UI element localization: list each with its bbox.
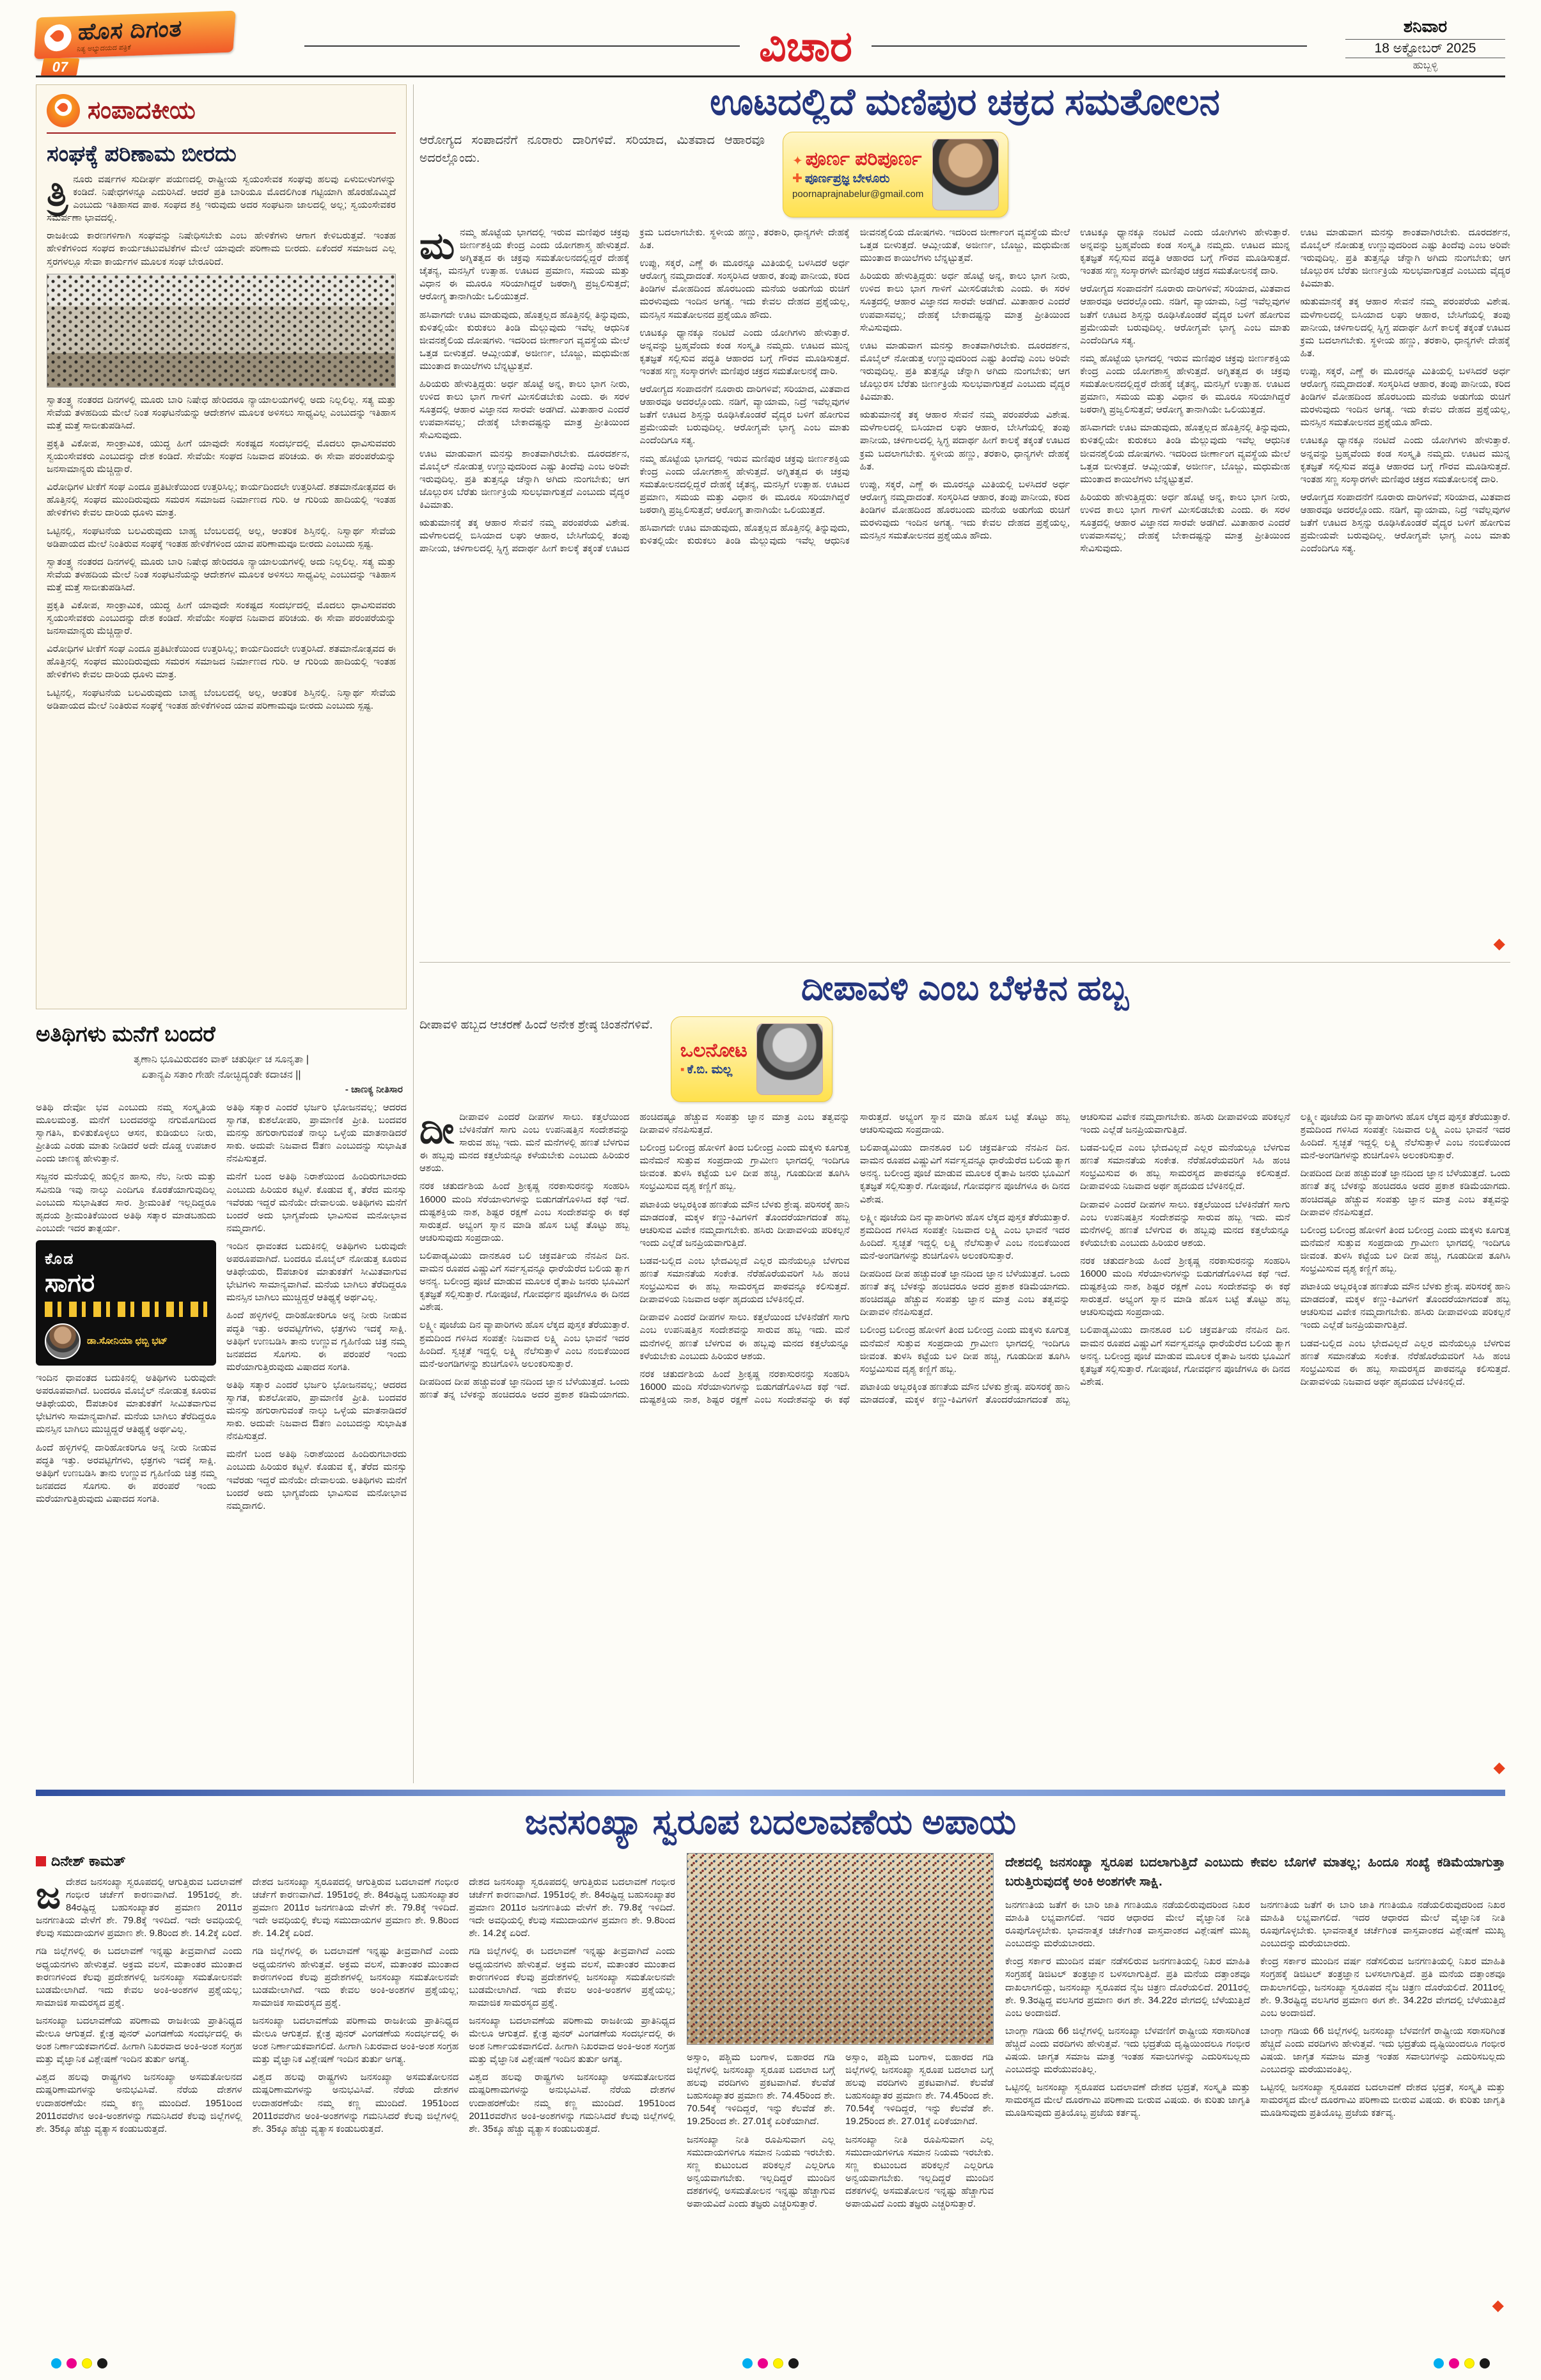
body-paragraph: ಉಪ್ಪು, ಸಕ್ಕರೆ, ಎಣ್ಣೆ ಈ ಮೂರನ್ನೂ ಮಿತಿಯಲ್ಲಿ ಬಳಸಿದರೆ ಅರ್ಧ ಆರೋಗ್ಯ ನಮ್ಮದಾದಂತೆ. ಸಂಸ್ಕರಿಸಿದ ಆಹಾರ, ತಂಪು ಪಾನೀಯ, ಕರಿದ ತಿಂಡಿಗಳ ಮೋಹದಿಂದ ಹೊರಬಂದು ಮನೆಯ ಅಡುಗೆಯ ರುಚಿಗೆ ಮರಳುವುದು ಇಂದಿನ ಅಗತ್ಯ. ಇದು ಕೇವಲ ದೇಹದ ಪ್ರಶ್ನೆಯಲ್ಲ, ಮನಸ್ಸಿನ ಸಮತೋಲನದ ಪ್ರಶ್ನೆಯೂ ಹೌದು. (859, 478, 1070, 542)
body-paragraph: ಅತಿಥಿ ದೇವೋ ಭವ ಎಂಬುದು ನಮ್ಮ ಸಂಸ್ಕೃತಿಯ ಮೂಲಮಂತ್ರ. ಮನೆಗೆ ಬಂದವರನ್ನು ನಗುಮೊಗದಿಂದ ಸ್ವಾಗತಿಸಿ, ಕುಳಿತುಕೊಳ್ಳಲು ಆಸನ, ಕುಡಿಯಲು ನೀರು, ಪ್ರೀತಿಯ ಎರಡು ಮಾತು ನೀಡಿದರೆ ಅದೇ ದೊಡ್ಡ ಉಪಚಾರ ಎಂದು ಚಾಣಕ್ಯ ಹೇಳುತ್ತಾನೆ. (36, 1102, 216, 1165)
guests-body (36, 1101, 407, 1514)
body-paragraph: ಬಲಿಪಾಡ್ಯಮಿಯು ದಾನಶೂರ ಬಲಿ ಚಕ್ರವರ್ತಿಯ ನೆನಪಿನ ದಿನ. ವಾಮನ ರೂಪದ ವಿಷ್ಣುವಿಗೆ ಸರ್ವಸ್ವವನ್ನೂ ಧಾರೆಯೆರೆದ ಬಲಿಯ ತ್ಯಾಗ ಅನನ್ಯ. ಬಲೀಂದ್ರ ಪೂಜೆ ಮಾಡುವ ಮೂಲಕ ರೈತಾಪಿ ಜನರು ಭೂಮಿಗೆ ಕೃತಜ್ಞತೆ ಸಲ್ಲಿಸುತ್ತಾರೆ. ಗೋಪೂಜೆ, ಗೋವರ್ಧನ ಪೂಜೆಗಳೂ ಈ ದಿನದ ವಿಶೇಷ. (1080, 1325, 1290, 1387)
body-paragraph: ಊಟಕ್ಕೂ ಧ್ಯಾನಕ್ಕೂ ನಂಟಿದೆ ಎಂದು ಯೋಗಿಗಳು ಹೇಳುತ್ತಾರೆ. ಅನ್ನವನ್ನು ಬ್ರಹ್ಮವೆಂದು ಕಂಡ ಸಂಸ್ಕೃತಿ ನಮ್ಮದು. ಊಟದ ಮುನ್ನ ಕೃತಜ್ಞತೆ ಸಲ್ಲಿಸುವ ಪದ್ಧತಿ ಆಹಾರದ ಬಗ್ಗೆ ಗೌರವ ಮೂಡಿಸುತ್ತದೆ. ಇಂತಹ ಸಣ್ಣ ಸಂಸ್ಕಾರಗಳೇ ಮಣಿಪುರ ಚಕ್ರದ ಸಮತೋಲನಕ್ಕೆ ದಾರಿ. (1300, 435, 1510, 485)
paper-name: ಹೊಸ ದಿಗಂತ (77, 15, 184, 45)
article-end-mark: ◆ (1492, 2297, 1504, 2314)
columnist-name: ಡಾ.ಸೋನಿಯಾ ಛಬ್ಬಿ ಭಟ್ (87, 1336, 168, 1347)
byline-row (36, 1853, 675, 1870)
body-paragraph: ಅತಿಥಿ ಸತ್ಕಾರ ಎಂದರೆ ಭರ್ಜರಿ ಭೋಜನವಲ್ಲ; ಆದರದ ಸ್ವಾಗತ, ಕುಶಲೋಪರಿ, ಪ್ರಾಮಾಣಿಕ ಪ್ರೀತಿ. ಬಂದವರ ಮನಸ್ಸು ಹಗುರಾಗುವಂತೆ ನಾಲ್ಕು ಒಳ್ಳೆಯ ಮಾತನಾಡಿದರೆ ಸಾಕು. ಅದುವೇ ನಿಜವಾದ ಔತಣ ಎಂಬುದನ್ನು ಸುಭಾಷಿತ ನೆನಪಿಸುತ್ತದೆ. (226, 1379, 407, 1442)
dateline-day: ಶನಿವಾರ (1403, 17, 1448, 36)
body-paragraph: ಲಕ್ಷ್ಮೀ ಪೂಜೆಯ ದಿನ ವ್ಯಾಪಾರಿಗಳು ಹೊಸ ಲೆಕ್ಕದ ಪುಸ್ತಕ ತೆರೆಯುತ್ತಾರೆ. ಶ್ರಮದಿಂದ ಗಳಿಸಿದ ಸಂಪತ್ತೇ ನಿಜವಾದ ಲಕ್ಷ್ಮಿ ಎಂಬ ಭಾವನೆ ಇದರ ಹಿಂದಿದೆ. ಸ್ವಚ್ಛತೆ ಇದ್ದಲ್ಲಿ ಲಕ್ಷ್ಮಿ ನೆಲೆಸುತ್ತಾಳೆ ಎಂಬ ನಂಬಿಕೆಯಿಂದ ಮನೆ-ಅಂಗಡಿಗಳನ್ನು ಶುಚಿಗೊಳಿಸಿ ಅಲಂಕರಿಸುತ್ತಾರೆ. (859, 1211, 1070, 1261)
deepavali-paragraphs (419, 1111, 1510, 1407)
body-paragraph: ಆರೋಗ್ಯದ ಸಂಪಾದನೆಗೆ ನೂರಾರು ದಾರಿಗಳಿವೆ; ಸರಿಯಾದ, ಮಿತವಾದ ಆಹಾರವೂ ಅದರಲ್ಲೊಂದು. ನಡಿಗೆ, ವ್ಯಾಯಾಮ, ನಿದ್ರೆ ಇವೆಲ್ಲವುಗಳ ಜತೆಗೆ ಊಟದ ಶಿಸ್ತನ್ನು ರೂಢಿಸಿಕೊಂಡರೆ ವೈದ್ಯರ ಬಳಿಗೆ ಹೋಗುವ ಪ್ರಮೇಯವೇ ಬರುವುದಿಲ್ಲ. ಆರೋಗ್ಯವೇ ಭಾಗ್ಯ ಎಂಬ ಮಾತು ಎಂದೆಂದಿಗೂ ಸತ್ಯ. (639, 384, 850, 446)
body-paragraph: ಪಟಾಕಿಯ ಅಬ್ಬರಕ್ಕಿಂತ ಹಣತೆಯ ಮೌನ ಬೆಳಕು ಶ್ರೇಷ್ಠ. ಪರಿಸರಕ್ಕೆ ಹಾನಿ ಮಾಡದಂತೆ, ಮಕ್ಕಳ ಕಣ್ಣು-ಕಿವಿಗಳಿಗೆ ತೊಂದರೆಯಾಗದಂತೆ ಹಬ್ಬ ಆಚರಿಸುವ ವಿವೇಕ ನಮ್ಮದಾಗಬೇಕು. ಹಸಿರು ದೀಪಾವಳಿಯ ಪರಿಕಲ್ಪನೆ ಇಂದು ಎಲ್ಲೆಡೆ ಜನಪ್ರಿಯವಾಗುತ್ತಿದೆ. (1300, 1281, 1510, 1331)
deepavali-headline: ದೀಪಾವಳಿ ಎಂಬ ಬೆಳಕಿನ ಹಬ್ಬ (801, 969, 1129, 1007)
body-paragraph: ಮನೆಗೆ ಬಂದ ಅತಿಥಿ ನಿರಾಶೆಯಿಂದ ಹಿಂದಿರುಗಬಾರದು ಎಂಬುದು ಹಿರಿಯರ ಕಟ್ಟಳೆ. ಕೊಡುವ ಕೈ, ತೆರೆದ ಮನಸ್ಸು ಇವೆರಡು ಇದ್ದರೆ ಮನೆಯೇ ದೇವಾಲಯ. ಅತಿಥಿಗಳು ಮನೆಗೆ ಬಂದರೆ ಅದು ಭಾಗ್ಯವೆಂದು ಭಾವಿಸುವ ಮನೋಭಾವ ನಮ್ಮದಾಗಲಿ. (226, 1449, 407, 1511)
body-paragraph: ಅಸ್ಸಾಂ, ಪಶ್ಚಿಮ ಬಂಗಾಳ, ಬಿಹಾರದ ಗಡಿ ಜಿಲ್ಲೆಗಳಲ್ಲಿ ಜನಸಂಖ್ಯಾ ಸ್ವರೂಪ ಬದಲಾದ ಬಗ್ಗೆ ಹಲವು ವರದಿಗಳು ಪ್ರಕಟವಾಗಿವೆ. ಕೆಲವೆಡೆ ಬಹುಸಂಖ್ಯಾತರ ಪ್ರಮಾಣ ಶೇ. 74.45ರಿಂದ ಶೇ. 70.54ಕ್ಕೆ ಇಳಿದಿದ್ದರೆ, ಇನ್ನು ಕೆಲವೆಡೆ ಶೇ. 19.25ರಿಂದ ಶೇ. 27.01ಕ್ಕೆ ಏರಿಕೆಯಾಗಿದೆ. (687, 2052, 835, 2127)
editorial-intro-list (47, 173, 396, 269)
main-article-body (419, 226, 1510, 930)
body-paragraph: ಬಡವ-ಬಲ್ಲಿದ ಎಂಬ ಭೇದವಿಲ್ಲದೆ ಎಲ್ಲರ ಮನೆಯಲ್ಲೂ ಬೆಳಗುವ ಹಣತೆ ಸಮಾನತೆಯ ಸಂಕೇತ. ನೆರೆಹೊರೆಯವರಿಗೆ ಸಿಹಿ ಹಂಚಿ ಸಂಭ್ರಮಿಸುವ ಈ ಹಬ್ಬ ಸಾಮರಸ್ಯದ ಪಾಠವನ್ನೂ ಕಲಿಸುತ್ತದೆ. ದೀಪಾವಳಿಯ ನಿಜವಾದ ಅರ್ಥ ಹೃದಯದ ಬೆಳಕಿನಲ್ಲಿದೆ. (1300, 1337, 1510, 1387)
print-mark-yellow (82, 2358, 92, 2368)
body-paragraph: ದೀಪಾವಳಿ ಎಂದರೆ ದೀಪಗಳ ಸಾಲು. ಕತ್ತಲೆಯಿಂದ ಬೆಳಕಿನೆಡೆಗೆ ಸಾಗು ಎಂಬ ಉಪನಿಷತ್ತಿನ ಸಂದೇಶವನ್ನು ಸಾರುವ ಹಬ್ಬ ಇದು. ಮನೆ ಮನೆಗಳಲ್ಲಿ ಹಣತೆ ಬೆಳಗುವ ಈ ಹಬ್ಬವು ಮನದ ಕತ್ತಲೆಯನ್ನೂ ಕಳೆಯಬೇಕು ಎಂಬುದು ಹಿರಿಯರ ಆಶಯ. (639, 1312, 850, 1362)
population-photo-block (687, 1853, 994, 2316)
column-brand-box (36, 1240, 216, 1366)
body-paragraph: ದೀಪದಿಂದ ದೀಪ ಹಚ್ಚುವಂತೆ ಜ್ಞಾನದಿಂದ ಜ್ಞಾನ ಬೆಳೆಯುತ್ತದೆ. ಒಂದು ಹಣತೆ ತನ್ನ ಬೆಳಕನ್ನು ಹಂಚಿದರೂ ಅದರ ಪ್ರಕಾಶ ಕಡಿಮೆಯಾಗದು. ಹಂಚಿದಷ್ಟೂ ಹೆಚ್ಚುವ ಸಂಪತ್ತು ಜ್ಞಾನ ಮಾತ್ರ ಎಂಬ ತತ್ವವನ್ನು ದೀಪಾವಳಿ ನೆನಪಿಸುತ್ತದೆ. (419, 1112, 850, 1400)
star-icon: ✦ (792, 154, 803, 168)
body-paragraph: ದೀಪಾವಳಿ ಎಂದರೆ ದೀಪಗಳ ಸಾಲು. ಕತ್ತಲೆಯಿಂದ ಬೆಳಕಿನೆಡೆಗೆ ಸಾಗು ಎಂಬ ಉಪನಿಷತ್ತಿನ ಸಂದೇಶವನ್ನು ಸಾರುವ ಹಬ್ಬ ಇದು. ಮನೆ ಮನೆಗಳಲ್ಲಿ ಹಣತೆ ಬೆಳಗುವ ಈ ಹಬ್ಬವು ಮನದ ಕತ್ತಲೆಯನ್ನೂ ಕಳೆಯಬೇಕು ಎಂಬುದು ಹಿರಿಯರ ಆಶಯ. (419, 1112, 630, 1174)
body-paragraph: ಬಾಂಗ್ಲಾ ಗಡಿಯ 66 ಜಿಲ್ಲೆಗಳಲ್ಲಿ ಜನಸಂಖ್ಯಾ ಬೆಳವಣಿಗೆ ರಾಷ್ಟ್ರೀಯ ಸರಾಸರಿಗಿಂತ ಹೆಚ್ಚಿದೆ ಎಂದು ವರದಿಗಳು ಹೇಳುತ್ತವೆ. ಇದು ಭದ್ರತೆಯ ದೃಷ್ಟಿಯಿಂದಲೂ ಗಂಭೀರ ವಿಷಯ. ಜಾಗೃತ ಸಮಾಜ ಮಾತ್ರ ಇಂತಹ ಸವಾಲುಗಳನ್ನು ಎದುರಿಸಬಲ್ಲದು ಎಂಬುದನ್ನು ಮರೆಯುವಂತಿಲ್ಲ. (1005, 2025, 1250, 2076)
main-author-name-label: ಪೂರ್ಣಪ್ರಜ್ಞ ಬೇಳೂರು (804, 172, 890, 185)
page-number: 07 (41, 58, 80, 76)
guests-quote-attribution: - ಚಾಣಕ್ಯ ನೀತಿಸಾರ (345, 1084, 403, 1095)
deepavali-author-name (680, 1063, 747, 1077)
body-paragraph: ಊಟ ಮಾಡುವಾಗ ಮನಸ್ಸು ಶಾಂತವಾಗಿರಬೇಕು. ದೂರದರ್ಶನ, ಮೊಬೈಲ್ ನೋಡುತ್ತ ಉಣ್ಣುವುದರಿಂದ ಎಷ್ಟು ತಿಂದೆವು ಎಂಬ ಅರಿವೇ ಇರುವುದಿಲ್ಲ. ಪ್ರತಿ ತುತ್ತನ್ನೂ ಚೆನ್ನಾಗಿ ಅಗಿದು ನುಂಗಬೇಕು; ಆಗ ಜೊಲ್ಲುರಸ ಬೆರೆತು ಜೀರ್ಣಕ್ರಿಯೆ ಸುಲಭವಾಗುತ್ತದೆ ಎಂಬುದು ವೈದ್ಯರ ಕಿವಿಮಾತು. (859, 340, 1070, 403)
editorial-headline: ಸಂಘಕ್ಕೆ ಪರಿಣಾಮ ಬೀರದು (47, 141, 237, 166)
body-paragraph: ಬಾಂಗ್ಲಾ ಗಡಿಯ 66 ಜಿಲ್ಲೆಗಳಲ್ಲಿ ಜನಸಂಖ್ಯಾ ಬೆಳವಣಿಗೆ ರಾಷ್ಟ್ರೀಯ ಸರಾಸರಿಗಿಂತ ಹೆಚ್ಚಿದೆ ಎಂದು ವರದಿಗಳು ಹೇಳುತ್ತವೆ. ಇದು ಭದ್ರತೆಯ ದೃಷ್ಟಿಯಿಂದಲೂ ಗಂಭೀರ ವಿಷಯ. ಜಾಗೃತ ಸಮಾಜ ಮಾತ್ರ ಇಂತಹ ಸವಾಲುಗಳನ್ನು ಎದುರಿಸಬಲ್ಲದು ಎಂಬುದನ್ನು ಮರೆಯುವಂತಿಲ್ಲ. (1260, 2025, 1505, 2076)
body-paragraph: ಲಕ್ಷ್ಮೀ ಪೂಜೆಯ ದಿನ ವ್ಯಾಪಾರಿಗಳು ಹೊಸ ಲೆಕ್ಕದ ಪುಸ್ತಕ ತೆರೆಯುತ್ತಾರೆ. ಶ್ರಮದಿಂದ ಗಳಿಸಿದ ಸಂಪತ್ತೇ ನಿಜವಾದ ಲಕ್ಷ್ಮಿ ಎಂಬ ಭಾವನೆ ಇದರ ಹಿಂದಿದೆ. ಸ್ವಚ್ಛತೆ ಇದ್ದಲ್ಲಿ ಲಕ್ಷ್ಮಿ ನೆಲೆಸುತ್ತಾಳೆ ಎಂಬ ನಂಬಿಕೆಯಿಂದ ಮನೆ-ಅಂಗಡಿಗಳನ್ನು ಶುಚಿಗೊಳಿಸಿ ಅಲಂಕರಿಸುತ್ತಾರೆ. (1300, 1112, 1510, 1162)
body-paragraph: ಗಡಿ ಜಿಲ್ಲೆಗಳಲ್ಲಿ ಈ ಬದಲಾವಣೆ ಇನ್ನಷ್ಟು ತೀವ್ರವಾಗಿದೆ ಎಂದು ಅಧ್ಯಯನಗಳು ಹೇಳುತ್ತವೆ. ಅಕ್ರಮ ವಲಸೆ, ಮತಾಂತರ ಮುಂತಾದ ಕಾರಣಗಳಿಂದ ಕೆಲವು ಪ್ರದೇಶಗಳಲ್ಲಿ ಜನಸಂಖ್ಯಾ ಸಮತೋಲನವೇ ಬುಡಮೇಲಾಗಿದೆ. ಇದು ಕೇವಲ ಅಂಕಿ-ಅಂಶಗಳ ಪ್ರಶ್ನೆಯಲ್ಲ; ಸಾಮಾಜಿಕ ಸಾಮರಸ್ಯದ ಪ್ರಶ್ನೆ. (252, 1946, 459, 2008)
body-paragraph: ದೀಪದಿಂದ ದೀಪ ಹಚ್ಚುವಂತೆ ಜ್ಞಾನದಿಂದ ಜ್ಞಾನ ಬೆಳೆಯುತ್ತದೆ. ಒಂದು ಹಣತೆ ತನ್ನ ಬೆಳಕನ್ನು ಹಂಚಿದರೂ ಅದರ ಪ್ರಕಾಶ ಕಡಿಮೆಯಾಗದು. ಹಂಚಿದಷ್ಟೂ ಹೆಚ್ಚುವ ಸಂಪತ್ತು ಜ್ಞಾನ ಮಾತ್ರ ಎಂಬ ತತ್ವವನ್ನು ದೀಪಾವಳಿ ನೆನಪಿಸುತ್ತದೆ. (859, 1268, 1070, 1318)
body-paragraph: ಋತುಮಾನಕ್ಕೆ ತಕ್ಕ ಆಹಾರ ಸೇವನೆ ನಮ್ಮ ಪರಂಪರೆಯ ವಿಶೇಷ. ಮಳೆಗಾಲದಲ್ಲಿ ಬಿಸಿಯಾದ ಲಘು ಆಹಾರ, ಬೇಸಿಗೆಯಲ್ಲಿ ತಂಪು ಪಾನೀಯ, ಚಳಿಗಾಲದಲ್ಲಿ ಸ್ನಿಗ್ಧ ಪದಾರ್ಥ ಹೀಗೆ ಕಾಲಕ್ಕೆ ತಕ್ಕಂತೆ ಊಟದ ಕ್ರಮ ಬದಲಾಗಬೇಕು. ಸ್ಥಳೀಯ ಹಣ್ಣು, ತರಕಾರಿ, ಧಾನ್ಯಗಳೇ ದೇಹಕ್ಕೆ ಹಿತ. (419, 227, 850, 555)
editorial-box (36, 84, 407, 1009)
print-mark-black (788, 2358, 799, 2368)
body-paragraph: ದೀಪಾವಳಿ ಎಂದರೆ ದೀಪಗಳ ಸಾಲು. ಕತ್ತಲೆಯಿಂದ ಬೆಳಕಿನೆಡೆಗೆ ಸಾಗು ಎಂಬ ಉಪನಿಷತ್ತಿನ ಸಂದೇಶವನ್ನು ಸಾರುವ ಹಬ್ಬ ಇದು. ಮನೆ ಮನೆಗಳಲ್ಲಿ ಹಣತೆ ಬೆಳಗುವ ಈ ಹಬ್ಬವು ಮನದ ಕತ್ತಲೆಯನ್ನೂ ಕಳೆಯಬೇಕು ಎಂಬುದು ಹಿರಿಯರ ಆಶಯ. (1080, 1199, 1290, 1249)
population-left-block (36, 1853, 675, 2316)
body-paragraph: ನರಕ ಚತುರ್ದಶಿಯ ಹಿಂದೆ ಶ್ರೀಕೃಷ್ಣ ನರಕಾಸುರನನ್ನು ಸಂಹರಿಸಿ 16000 ಮಂದಿ ಸೆರೆಯಾಳುಗಳನ್ನು ಬಿಡುಗಡೆಗೊಳಿಸಿದ ಕಥೆ ಇದೆ. ದುಷ್ಟಶಕ್ತಿಯ ನಾಶ, ಶಿಷ್ಟರ ರಕ್ಷಣೆ ಎಂಬ ಸಂದೇಶವನ್ನು ಈ ಕಥೆ ಸಾರುತ್ತದೆ. ಅಭ್ಯಂಗ ಸ್ನಾನ ಮಾಡಿ ಹೊಸ ಬಟ್ಟೆ ತೊಟ್ಟು ಹಬ್ಬ ಆಚರಿಸುವುದು ಸಂಪ್ರದಾಯ. (1080, 1255, 1290, 1318)
body-paragraph: ಸ್ವಾತಂತ್ರ್ಯ ನಂತರದ ದಿನಗಳಲ್ಲಿ ಮೂರು ಬಾರಿ ನಿಷೇಧ ಹೇರಿದರೂ ನ್ಯಾಯಾಲಯಗಳಲ್ಲಿ ಅದು ನಿಲ್ಲಲಿಲ್ಲ. ಸತ್ಯ ಮತ್ತು ಸೇವೆಯ ತಳಹದಿಯ ಮೇಲೆ ನಿಂತ ಸಂಘಟನೆಯನ್ನು ಆದೇಶಗಳ ಮೂಲಕ ಅಳಿಸಲು ಸಾಧ್ಯವಿಲ್ಲ ಎಂಬುದನ್ನು ಇತಿಹಾಸ ಮತ್ತೆ ಮತ್ತೆ ಸಾಬೀತುಪಡಿಸಿದೆ. (47, 556, 396, 593)
population-right-columns (1005, 1899, 1505, 2270)
population-right-block (1005, 1853, 1505, 2316)
body-paragraph: ಹಿಂದೆ ಹಳ್ಳಿಗಳಲ್ಲಿ ದಾರಿಹೋಕರಿಗೂ ಅನ್ನ ನೀರು ನೀಡುವ ಪದ್ಧತಿ ಇತ್ತು. ಅರವಟ್ಟಿಗೆಗಳು, ಛತ್ರಗಳು ಇದಕ್ಕೆ ಸಾಕ್ಷಿ. ಅತಿಥಿಗೆ ಉಣಬಡಿಸಿ ತಾನು ಉಣ್ಣುವ ಗೃಹಿಣಿಯ ಚಿತ್ರ ನಮ್ಮ ಜನಪದದ ಸೊಗಸು. ಈ ಪರಂಪರೆ ಇಂದು ಮರೆಯಾಗುತ್ತಿರುವುದು ವಿಷಾದದ ಸಂಗತಿ. (36, 1442, 216, 1504)
body-paragraph: ಋತುಮಾನಕ್ಕೆ ತಕ್ಕ ಆಹಾರ ಸೇವನೆ ನಮ್ಮ ಪರಂಪರೆಯ ವಿಶೇಷ. ಮಳೆಗಾಲದಲ್ಲಿ ಬಿಸಿಯಾದ ಲಘು ಆಹಾರ, ಬೇಸಿಗೆಯಲ್ಲಿ ತಂಪು ಪಾನೀಯ, ಚಳಿಗಾಲದಲ್ಲಿ ಸ್ನಿಗ್ಧ ಪದಾರ್ಥ ಹೀಗೆ ಕಾಲಕ್ಕೆ ತಕ್ಕಂತೆ ಊಟದ ಕ್ರಮ ಬದಲಾಗಬೇಕು. ಸ್ಥಳೀಯ ಹಣ್ಣು, ತರಕಾರಿ, ಧಾನ್ಯಗಳೇ ದೇಹಕ್ಕೆ ಹಿತ. (859, 409, 1070, 472)
main-column-brand (792, 150, 923, 169)
guests-article (36, 1022, 407, 1785)
main-article (419, 81, 1510, 959)
deepavali-author-name-label: ಕೆ.ಬಿ. ಮಲ್ಲ (687, 1063, 733, 1076)
article-end-mark: ◆ (1493, 1759, 1505, 1776)
body-paragraph: ಪಟಾಕಿಯ ಅಬ್ಬರಕ್ಕಿಂತ ಹಣತೆಯ ಮೌನ ಬೆಳಕು ಶ್ರೇಷ್ಠ. ಪರಿಸರಕ್ಕೆ ಹಾನಿ ಮಾಡದಂತೆ, ಮಕ್ಕಳ ಕಣ್ಣು-ಕಿವಿಗಳಿಗೆ ತೊಂದರೆಯಾಗದಂತೆ ಹಬ್ಬ ಆಚರಿಸುವ ವಿವೇಕ ನಮ್ಮದಾಗಬೇಕು. ಹಸಿರು ದೀಪಾವಳಿಯ ಪರಿಕಲ್ಪನೆ ಇಂದು ಎಲ್ಲೆಡೆ ಜನಪ್ರಿಯವಾಗುತ್ತಿದೆ. (639, 1199, 850, 1249)
guests-intro-list (36, 1101, 216, 1235)
header-rule-right (872, 45, 1307, 47)
print-mark-magenta (66, 2358, 77, 2368)
body-paragraph: ಒಟ್ಟಿನಲ್ಲಿ ಜನಸಂಖ್ಯಾ ಸ್ವರೂಪದ ಬದಲಾವಣೆ ದೇಶದ ಭದ್ರತೆ, ಸಂಸ್ಕೃತಿ ಮತ್ತು ಸಾಮರಸ್ಯದ ಮೇಲೆ ದೂರಗಾಮಿ ಪರಿಣಾಮ ಬೀರುವ ವಿಷಯ. ಈ ಕುರಿತು ಜಾಗೃತಿ ಮೂಡಿಸುವುದು ಪ್ರತಿಯೊಬ್ಬ ಪ್ರಜೆಯ ಕರ್ತವ್ಯ. (1005, 2082, 1250, 2119)
print-mark-yellow (773, 2358, 783, 2368)
deepavali-standfirst: ದೀಪಾವಳಿ ಹಬ್ಬದ ಆಚರಣೆ ಹಿಂದೆ ಅನೇಕ ಶ್ರೇಷ್ಠ ಚಿಂತನೆಗಳಿವೆ. (419, 1018, 653, 1032)
body-paragraph: ಕೇಂದ್ರ ಸರ್ಕಾರ ಮುಂದಿನ ವರ್ಷ ನಡೆಸಲಿರುವ ಜನಗಣತಿಯಲ್ಲಿ ನಿಖರ ಮಾಹಿತಿ ಸಂಗ್ರಹಕ್ಕೆ ಡಿಜಿಟಲ್ ತಂತ್ರಜ್ಞಾನ ಬಳಸಲಾಗುತ್ತಿದೆ. ಪ್ರತಿ ಮನೆಯ ದತ್ತಾಂಶವೂ ದಾಖಲಾಗಲಿದ್ದು, ಜನಸಂಖ್ಯಾ ಸ್ವರೂಪದ ನೈಜ ಚಿತ್ರಣ ದೊರೆಯಲಿದೆ. 2011ರಲ್ಲಿ ಶೇ. 9.3ರಷ್ಟಿದ್ದ ವಲಸಿಗರ ಪ್ರಮಾಣ ಈಗ ಶೇ. 34.22ರ ವೇಗದಲ್ಲಿ ಬೆಳೆಯುತ್ತಿದೆ ಎಂಬ ಅಂದಾಜಿದೆ. (1005, 1956, 1250, 2019)
main-column-brand-label: ಪೂರ್ಣ ಪರಿಪೂರ್ಣ (805, 148, 922, 169)
body-paragraph: ಉಪ್ಪು, ಸಕ್ಕರೆ, ಎಣ್ಣೆ ಈ ಮೂರನ್ನೂ ಮಿತಿಯಲ್ಲಿ ಬಳಸಿದರೆ ಅರ್ಧ ಆರೋಗ್ಯ ನಮ್ಮದಾದಂತೆ. ಸಂಸ್ಕರಿಸಿದ ಆಹಾರ, ತಂಪು ಪಾನೀಯ, ಕರಿದ ತಿಂಡಿಗಳ ಮೋಹದಿಂದ ಹೊರಬಂದು ಮನೆಯ ಅಡುಗೆಯ ರುಚಿಗೆ ಮರಳುವುದು ಇಂದಿನ ಅಗತ್ಯ. ಇದು ಕೇವಲ ದೇಹದ ಪ್ರಶ್ನೆಯಲ್ಲ, ಮನಸ್ಸಿನ ಸಮತೋಲನದ ಪ್ರಶ್ನೆಯೂ ಹೌದು. (1300, 365, 1510, 429)
body-paragraph: ವಿರೋಧಿಗಳ ಟೀಕೆಗೆ ಸಂಘ ಎಂದೂ ಪ್ರತಿಟೀಕೆಯಿಂದ ಉತ್ತರಿಸಿಲ್ಲ; ಕಾರ್ಯದಿಂದಲೇ ಉತ್ತರಿಸಿದೆ. ಶತಮಾನೋತ್ಸವದ ಈ ಹೊತ್ತಿನಲ್ಲಿ ಸಂಘದ ಮುಂದಿರುವುದು ಸಮರಸ ಸಮಾಜದ ನಿರ್ಮಾಣದ ಗುರಿ. ಆ ಗುರಿಯ ಹಾದಿಯಲ್ಲಿ ಇಂತಹ ಹೇಳಿಕೆಗಳು ಕೇವಲ ದಾರಿಯ ಧೂಳು ಮಾತ್ರ. (47, 643, 396, 681)
body-paragraph: ಒಟ್ಟಿನಲ್ಲಿ, ಸಂಘಟನೆಯ ಬಲವಿರುವುದು ಬಾಹ್ಯ ಬೆಂಬಲದಲ್ಲಿ ಅಲ್ಲ, ಆಂತರಿಕ ಶಿಸ್ತಿನಲ್ಲಿ. ನಿಸ್ವಾರ್ಥ ಸೇವೆಯ ಅಡಿಪಾಯದ ಮೇಲೆ ನಿಂತಿರುವ ಸಂಘಕ್ಕೆ ಇಂತಹ ಹೇಳಿಕೆಗಳಿಂದ ಯಾವ ಪರಿಣಾಮವೂ ಬೀರದು ಎಂಬುದು ಸ್ಪಷ್ಟ. (47, 525, 396, 549)
print-mark-black (1480, 2358, 1490, 2368)
body-paragraph: ಅತಿಥಿ ಸತ್ಕಾರ ಎಂದರೆ ಭರ್ಜರಿ ಭೋಜನವಲ್ಲ; ಆದರದ ಸ್ವಾಗತ, ಕುಶಲೋಪರಿ, ಪ್ರಾಮಾಣಿಕ ಪ್ರೀತಿ. ಬಂದವರ ಮನಸ್ಸು ಹಗುರಾಗುವಂತೆ ನಾಲ್ಕು ಒಳ್ಳೆಯ ಮಾತನಾಡಿದರೆ ಸಾಕು. ಅದುವೇ ನಿಜವಾದ ಔತಣ ಎಂಬುದನ್ನು ಸುಭಾಷಿತ ನೆನಪಿಸುತ್ತದೆ. (226, 1102, 407, 1165)
print-registration-marks-center (742, 2358, 799, 2368)
paper-logo-icon (43, 24, 72, 51)
masthead-bottom-rule (36, 75, 1505, 77)
body-paragraph: ರಾಜಕೀಯ ಕಾರಣಗಳಿಗಾಗಿ ಸಂಘವನ್ನು ನಿಷೇಧಿಸಬೇಕು ಎಂಬ ಹೇಳಿಕೆಗಳು ಆಗಾಗ ಕೇಳಿಬರುತ್ತವೆ. ಇಂತಹ ಹೇಳಿಕೆಗಳಿಂದ ಸಂಘದ ಕಾರ್ಯಚಟುವಟಿಕೆಗಳ ಮೇಲೆ ಯಾವುದೇ ಪರಿಣಾಮ ಬೀರದು. ಏಕೆಂದರೆ ಸಮಾಜದ ಎಲ್ಲ ಸ್ತರಗಳಲ್ಲೂ ಸೇವಾ ಕಾರ್ಯಗಳ ಮೂಲಕ ಸಂಘ ಬೇರೂರಿದೆ. (47, 230, 396, 267)
population-headline: ಜನಸಂಖ್ಯಾ ಸ್ವರೂಪ ಬದಲಾವಣೆಯ ಅಪಾಯ (524, 1803, 1017, 1841)
body-paragraph: ದೇಶದ ಜನಸಂಖ್ಯಾ ಸ್ವರೂಪದಲ್ಲಿ ಆಗುತ್ತಿರುವ ಬದಲಾವಣೆ ಗಂಭೀರ ಚರ್ಚೆಗೆ ಕಾರಣವಾಗಿದೆ. 1951ರಲ್ಲಿ ಶೇ. 84ರಷ್ಟಿದ್ದ ಬಹುಸಂಖ್ಯಾತರ ಪ್ರಮಾಣ 2011ರ ಜನಗಣತಿಯ ವೇಳೆಗೆ ಶೇ. 79.8ಕ್ಕೆ ಇಳಿದಿದೆ. ಇದೇ ಅವಧಿಯಲ್ಲಿ ಕೆಲವು ಸಮುದಾಯಗಳ ಪ್ರಮಾಣ ಶೇ. 9.8ರಿಂದ ಶೇ. 14.2ಕ್ಕೆ ಏರಿದೆ. (469, 1877, 675, 1939)
body-paragraph: ಆರೋಗ್ಯದ ಸಂಪಾದನೆಗೆ ನೂರಾರು ದಾರಿಗಳಿವೆ; ಸರಿಯಾದ, ಮಿತವಾದ ಆಹಾರವೂ ಅದರಲ್ಲೊಂದು. ನಡಿಗೆ, ವ್ಯಾಯಾಮ, ನಿದ್ರೆ ಇವೆಲ್ಲವುಗಳ ಜತೆಗೆ ಊಟದ ಶಿಸ್ತನ್ನು ರೂಢಿಸಿಕೊಂಡರೆ ವೈದ್ಯರ ಬಳಿಗೆ ಹೋಗುವ ಪ್ರಮೇಯವೇ ಬರುವುದಿಲ್ಲ. ಆರೋಗ್ಯವೇ ಭಾಗ್ಯ ಎಂಬ ಮಾತು ಎಂದೆಂದಿಗೂ ಸತ್ಯ. (1080, 283, 1290, 346)
print-registration-marks-right (1434, 2358, 1490, 2368)
body-paragraph: ವಿಶ್ವದ ಹಲವು ರಾಷ್ಟ್ರಗಳು ಜನಸಂಖ್ಯಾ ಅಸಮತೋಲನದ ದುಷ್ಪರಿಣಾಮಗಳನ್ನು ಅನುಭವಿಸಿವೆ. ನೆರೆಯ ದೇಶಗಳ ಉದಾಹರಣೆಯೇ ನಮ್ಮ ಕಣ್ಣ ಮುಂದಿದೆ. 1951ರಿಂದ 2011ರವರೆಗಿನ ಅಂಕಿ-ಅಂಶಗಳನ್ನು ಗಮನಿಸಿದರೆ ಕೆಲವು ಜಿಲ್ಲೆಗಳಲ್ಲಿ ಶೇ. 35ಕ್ಕೂ ಹೆಚ್ಚು ವ್ಯತ್ಯಾಸ ಕಂಡುಬರುತ್ತದೆ. (469, 2072, 675, 2134)
body-paragraph: ಸ್ವಾತಂತ್ರ್ಯ ನಂತರದ ದಿನಗಳಲ್ಲಿ ಮೂರು ಬಾರಿ ನಿಷೇಧ ಹೇರಿದರೂ ನ್ಯಾಯಾಲಯಗಳಲ್ಲಿ ಅದು ನಿಲ್ಲಲಿಲ್ಲ. ಸತ್ಯ ಮತ್ತು ಸೇವೆಯ ತಳಹದಿಯ ಮೇಲೆ ನಿಂತ ಸಂಘಟನೆಯನ್ನು ಆದೇಶಗಳ ಮೂಲಕ ಅಳಿಸಲು ಸಾಧ್ಯವಿಲ್ಲ ಎಂಬುದನ್ನು ಇತಿಹಾಸ ಮತ್ತೆ ಮತ್ತೆ ಸಾಬೀತುಪಡಿಸಿದೆ. (47, 394, 396, 431)
main-author-name (792, 171, 923, 186)
body-paragraph: ನಮ್ಮ ಹೊಟ್ಟೆಯ ಭಾಗದಲ್ಲಿ ಇರುವ ಮಣಿಪುರ ಚಕ್ರವು ಜೀರ್ಣಶಕ್ತಿಯ ಕೇಂದ್ರ ಎಂದು ಯೋಗಶಾಸ್ತ್ರ ಹೇಳುತ್ತದೆ. ಅಗ್ನಿತತ್ವದ ಈ ಚಕ್ರವು ಸಮತೋಲನದಲ್ಲಿದ್ದರೆ ದೇಹಕ್ಕೆ ಚೈತನ್ಯ, ಮನಸ್ಸಿಗೆ ಉತ್ಸಾಹ. ಊಟದ ಪ್ರಮಾಣ, ಸಮಯ ಮತ್ತು ವಿಧಾನ ಈ ಮೂರೂ ಸರಿಯಾಗಿದ್ದರೆ ಜಠರಾಗ್ನಿ ಪ್ರಜ್ವಲಿಸುತ್ತದೆ; ಆರೋಗ್ಯ ತಾನಾಗಿಯೇ ಒಲಿಯುತ್ತದೆ. (419, 227, 630, 303)
deepavali-author-photo (756, 1023, 823, 1095)
body-paragraph: ಆರೋಗ್ಯದ ಸಂಪಾದನೆಗೆ ನೂರಾರು ದಾರಿಗಳಿವೆ; ಸರಿಯಾದ, ಮಿತವಾದ ಆಹಾರವೂ ಅದರಲ್ಲೊಂದು. ನಡಿಗೆ, ವ್ಯಾಯಾಮ, ನಿದ್ರೆ ಇವೆಲ್ಲವುಗಳ ಜತೆಗೆ ಊಟದ ಶಿಸ್ತನ್ನು ರೂಢಿಸಿಕೊಂಡರೆ ವೈದ್ಯರ ಬಳಿಗೆ ಹೋಗುವ ಪ್ರಮೇಯವೇ ಬರುವುದಿಲ್ಲ. ಆರೋಗ್ಯವೇ ಭಾಗ್ಯ ಎಂಬ ಮಾತು ಎಂದೆಂದಿಗೂ ಸತ್ಯ. (1300, 491, 1510, 555)
body-paragraph: ಊಟ ಮಾಡುವಾಗ ಮನಸ್ಸು ಶಾಂತವಾಗಿರಬೇಕು. ದೂರದರ್ಶನ, ಮೊಬೈಲ್ ನೋಡುತ್ತ ಉಣ್ಣುವುದರಿಂದ ಎಷ್ಟು ತಿಂದೆವು ಎಂಬ ಅರಿವೇ ಇರುವುದಿಲ್ಲ. ಪ್ರತಿ ತುತ್ತನ್ನೂ ಚೆನ್ನಾಗಿ ಅಗಿದು ನುಂಗಬೇಕು; ಆಗ ಜೊಲ್ಲುರಸ ಬೆರೆತು ಜೀರ್ಣಕ್ರಿಯೆ ಸುಲಭವಾಗುತ್ತದೆ ಎಂಬುದು ವೈದ್ಯರ ಕಿವಿಮಾತು. (1300, 227, 1510, 290)
main-article-head-row (419, 132, 1510, 217)
bullet-icon: ✚ (792, 172, 802, 185)
deepavali-author-text (680, 1041, 747, 1077)
header-rule-left (304, 45, 740, 47)
main-article-standfirst: ಆರೋಗ್ಯದ ಸಂಪಾದನೆಗೆ ನೂರಾರು ದಾರಿಗಳಿವೆ. ಸರಿಯಾದ, ಮಿತವಾದ ಆಹಾರವೂ ಅದರಲ್ಲೊಂದು. (419, 134, 765, 165)
main-author-photo (932, 139, 999, 210)
body-paragraph: ಬಲೀಂದ್ರ ಬಲೀಂದ್ರ ಹೋಳಿಗೆ ತಿಂದ ಬಲೀಂದ್ರ ಎಂದು ಮಕ್ಕಳು ಕೂಗುತ್ತ ಮನೆಮನೆ ಸುತ್ತುವ ಸಂಪ್ರದಾಯ ಗ್ರಾಮೀಣ ಭಾಗದಲ್ಲಿ ಇಂದಿಗೂ ಜೀವಂತ. ತುಳಸಿ ಕಟ್ಟೆಯ ಬಳಿ ದೀಪ ಹಚ್ಚಿ, ಗೂಡುದೀಪ ತೂಗಿಸಿ ಸಂಭ್ರಮಿಸುವ ದೃಶ್ಯ ಕಣ್ಣಿಗೆ ಹಬ್ಬ. (639, 1142, 850, 1192)
bullet-icon: ▪ (680, 1063, 685, 1076)
body-paragraph: ನರಕ ಚತುರ್ದಶಿಯ ಹಿಂದೆ ಶ್ರೀಕೃಷ್ಣ ನರಕಾಸುರನನ್ನು ಸಂಹರಿಸಿ 16000 ಮಂದಿ ಸೆರೆಯಾಳುಗಳನ್ನು ಬಿಡುಗಡೆಗೊಳಿಸಿದ ಕಥೆ ಇದೆ. ದುಷ್ಟಶಕ್ತಿಯ ನಾಶ, ಶಿಷ್ಟರ ರಕ್ಷಣೆ ಎಂಬ ಸಂದೇಶವನ್ನು ಈ ಕಥೆ ಸಾರುತ್ತದೆ. ಅಭ್ಯಂಗ ಸ್ನಾನ ಮಾಡಿ ಹೊಸ ಬಟ್ಟೆ ತೊಟ್ಟು ಹಬ್ಬ ಆಚರಿಸುವುದು ಸಂಪ್ರದಾಯ. (419, 1181, 630, 1243)
body-paragraph: ಬಲಿಪಾಡ್ಯಮಿಯು ದಾನಶೂರ ಬಲಿ ಚಕ್ರವರ್ತಿಯ ನೆನಪಿನ ದಿನ. ವಾಮನ ರೂಪದ ವಿಷ್ಣುವಿಗೆ ಸರ್ವಸ್ವವನ್ನೂ ಧಾರೆಯೆರೆದ ಬಲಿಯ ತ್ಯಾಗ ಅನನ್ಯ. ಬಲೀಂದ್ರ ಪೂಜೆ ಮಾಡುವ ಮೂಲಕ ರೈತಾಪಿ ಜನರು ಭೂಮಿಗೆ ಕೃತಜ್ಞತೆ ಸಲ್ಲಿಸುತ್ತಾರೆ. ಗೋಪೂಜೆ, ಗೋವರ್ಧನ ಪೂಜೆಗಳೂ ಈ ದಿನದ ವಿಶೇಷ. (859, 1142, 1070, 1205)
body-paragraph: ಋತುಮಾನಕ್ಕೆ ತಕ್ಕ ಆಹಾರ ಸೇವನೆ ನಮ್ಮ ಪರಂಪರೆಯ ವಿಶೇಷ. ಮಳೆಗಾಲದಲ್ಲಿ ಬಿಸಿಯಾದ ಲಘು ಆಹಾರ, ಬೇಸಿಗೆಯಲ್ಲಿ ತಂಪು ಪಾನೀಯ, ಚಳಿಗಾಲದಲ್ಲಿ ಸ್ನಿಗ್ಧ ಪದಾರ್ಥ ಹೀಗೆ ಕಾಲಕ್ಕೆ ತಕ್ಕಂತೆ ಊಟದ ಕ್ರಮ ಬದಲಾಗಬೇಕು. ಸ್ಥಳೀಯ ಹಣ್ಣು, ತರಕಾರಿ, ಧಾನ್ಯಗಳೇ ದೇಹಕ್ಕೆ ಹಿತ. (1300, 296, 1510, 359)
body-paragraph: ಪಟಾಕಿಯ ಅಬ್ಬರಕ್ಕಿಂತ ಹಣತೆಯ ಮೌನ ಬೆಳಕು ಶ್ರೇಷ್ಠ. ಪರಿಸರಕ್ಕೆ ಹಾನಿ ಮಾಡದಂತೆ, ಮಕ್ಕಳ ಕಣ್ಣು-ಕಿವಿಗಳಿಗೆ ತೊಂದರೆಯಾಗದಂತೆ ಹಬ್ಬ ಆಚರಿಸುವ ವಿವೇಕ ನಮ್ಮದಾಗಬೇಕು. ಹಸಿರು ದೀಪಾವಳಿಯ ಪರಿಕಲ್ಪನೆ ಇಂದು ಎಲ್ಲೆಡೆ ಜನಪ್ರಿಯವಾಗುತ್ತಿದೆ. (859, 1112, 1290, 1405)
body-paragraph: ಮನೆಗೆ ಬಂದ ಅತಿಥಿ ನಿರಾಶೆಯಿಂದ ಹಿಂದಿರುಗಬಾರದು ಎಂಬುದು ಹಿರಿಯರ ಕಟ್ಟಳೆ. ಕೊಡುವ ಕೈ, ತೆರೆದ ಮನಸ್ಸು ಇವೆರಡು ಇದ್ದರೆ ಮನೆಯೇ ದೇವಾಲಯ. ಅತಿಥಿಗಳು ಮನೆಗೆ ಬಂದರೆ ಅದು ಭಾಗ್ಯವೆಂದು ಭಾವಿಸುವ ಮನೋಭಾವ ನಮ್ಮದಾಗಲಿ. (226, 1171, 407, 1234)
main-article-dropcap: ಮ (419, 226, 455, 267)
population-left-columns (36, 1876, 675, 2311)
deepavali-author-box (671, 1016, 833, 1102)
print-mark-yellow (1464, 2358, 1475, 2368)
print-mark-magenta (1449, 2358, 1459, 2368)
body-paragraph: ವಿರೋಧಿಗಳ ಟೀಕೆಗೆ ಸಂಘ ಎಂದೂ ಪ್ರತಿಟೀಕೆಯಿಂದ ಉತ್ತರಿಸಿಲ್ಲ; ಕಾರ್ಯದಿಂದಲೇ ಉತ್ತರಿಸಿದೆ. ಶತಮಾನೋತ್ಸವದ ಈ ಹೊತ್ತಿನಲ್ಲಿ ಸಂಘದ ಮುಂದಿರುವುದು ಸಮರಸ ಸಮಾಜದ ನಿರ್ಮಾಣದ ಗುರಿ. ಆ ಗುರಿಯ ಹಾದಿಯಲ್ಲಿ ಇಂತಹ ಹೇಳಿಕೆಗಳು ಕೇವಲ ದಾರಿಯ ಧೂಳು ಮಾತ್ರ. (47, 482, 396, 519)
body-paragraph: ಜನಸಂಖ್ಯಾ ನೀತಿ ರೂಪಿಸುವಾಗ ಎಲ್ಲ ಸಮುದಾಯಗಳಿಗೂ ಸಮಾನ ನಿಯಮ ಇರಬೇಕು. ಸಣ್ಣ ಕುಟುಂಬದ ಪರಿಕಲ್ಪನೆ ಎಲ್ಲರಿಗೂ ಅನ್ವಯವಾಗಬೇಕು. ಇಲ್ಲದಿದ್ದರೆ ಮುಂದಿನ ದಶಕಗಳಲ್ಲಿ ಅಸಮತೋಲನ ಇನ್ನಷ್ಟು ಹೆಚ್ಚಾಗುವ ಅಪಾಯವಿದೆ ಎಂದು ತಜ್ಞರು ಎಚ್ಚರಿಸುತ್ತಾರೆ. (687, 2134, 835, 2210)
columnist-avatar (45, 1323, 81, 1359)
dateline-date: 18 ಅಕ್ಟೋಬರ್ 2025 (1345, 39, 1505, 58)
editorial-intro (47, 173, 396, 269)
body-paragraph: ಲಕ್ಷ್ಮೀ ಪೂಜೆಯ ದಿನ ವ್ಯಾಪಾರಿಗಳು ಹೊಸ ಲೆಕ್ಕದ ಪುಸ್ತಕ ತೆರೆಯುತ್ತಾರೆ. ಶ್ರಮದಿಂದ ಗಳಿಸಿದ ಸಂಪತ್ತೇ ನಿಜವಾದ ಲಕ್ಷ್ಮಿ ಎಂಬ ಭಾವನೆ ಇದರ ಹಿಂದಿದೆ. ಸ್ವಚ್ಛತೆ ಇದ್ದಲ್ಲಿ ಲಕ್ಷ್ಮಿ ನೆಲೆಸುತ್ತಾಳೆ ಎಂಬ ನಂಬಿಕೆಯಿಂದ ಮನೆ-ಅಂಗಡಿಗಳನ್ನು ಶುಚಿಗೊಳಿಸಿ ಅಲಂಕರಿಸುತ್ತಾರೆ. (419, 1320, 630, 1369)
paper-logo (36, 14, 234, 76)
population-mid-paragraphs (687, 2051, 994, 2216)
editorial-label-row (47, 94, 396, 134)
population-article (36, 1802, 1505, 2328)
dateline (1345, 17, 1505, 72)
print-registration-marks-left (51, 2358, 107, 2368)
body-paragraph: ಗಡಿ ಜಿಲ್ಲೆಗಳಲ್ಲಿ ಈ ಬದಲಾವಣೆ ಇನ್ನಷ್ಟು ತೀವ್ರವಾಗಿದೆ ಎಂದು ಅಧ್ಯಯನಗಳು ಹೇಳುತ್ತವೆ. ಅಕ್ರಮ ವಲಸೆ, ಮತಾಂತರ ಮುಂತಾದ ಕಾರಣಗಳಿಂದ ಕೆಲವು ಪ್ರದೇಶಗಳಲ್ಲಿ ಜನಸಂಖ್ಯಾ ಸಮತೋಲನವೇ ಬುಡಮೇಲಾಗಿದೆ. ಇದು ಕೇವಲ ಅಂಕಿ-ಅಂಶಗಳ ಪ್ರಶ್ನೆಯಲ್ಲ; ಸಾಮಾಜಿಕ ಸಾಮರಸ್ಯದ ಪ್ರಶ್ನೆ. (469, 1946, 675, 2008)
paper-logo-ribbon (34, 11, 236, 59)
body-paragraph: ಉಪ್ಪು, ಸಕ್ಕರೆ, ಎಣ್ಣೆ ಈ ಮೂರನ್ನೂ ಮಿತಿಯಲ್ಲಿ ಬಳಸಿದರೆ ಅರ್ಧ ಆರೋಗ್ಯ ನಮ್ಮದಾದಂತೆ. ಸಂಸ್ಕರಿಸಿದ ಆಹಾರ, ತಂಪು ಪಾನೀಯ, ಕರಿದ ತಿಂಡಿಗಳ ಮೋಹದಿಂದ ಹೊರಬಂದು ಮನೆಯ ಅಡುಗೆಯ ರುಚಿಗೆ ಮರಳುವುದು ಇಂದಿನ ಅಗತ್ಯ. ಇದು ಕೇವಲ ದೇಹದ ಪ್ರಶ್ನೆಯಲ್ಲ, ಮನಸ್ಸಿನ ಸಮತೋಲನದ ಪ್ರಶ್ನೆಯೂ ಹೌದು. (639, 258, 850, 320)
body-paragraph: ಹಿಂದೆ ಹಳ್ಳಿಗಳಲ್ಲಿ ದಾರಿಹೋಕರಿಗೂ ಅನ್ನ ನೀರು ನೀಡುವ ಪದ್ಧತಿ ಇತ್ತು. ಅರವಟ್ಟಿಗೆಗಳು, ಛತ್ರಗಳು ಇದಕ್ಕೆ ಸಾಕ್ಷಿ. ಅತಿಥಿಗೆ ಉಣಬಡಿಸಿ ತಾನು ಉಣ್ಣುವ ಗೃಹಿಣಿಯ ಚಿತ್ರ ನಮ್ಮ ಜನಪದದ ಸೊಗಸು. ಈ ಪರಂಪರೆ ಇಂದು ಮರೆಯಾಗುತ್ತಿರುವುದು ವಿಷಾದದ ಸಂಗತಿ. (226, 1310, 407, 1373)
body-paragraph: ಬಲೀಂದ್ರ ಬಲೀಂದ್ರ ಹೋಳಿಗೆ ತಿಂದ ಬಲೀಂದ್ರ ಎಂದು ಮಕ್ಕಳು ಕೂಗುತ್ತ ಮನೆಮನೆ ಸುತ್ತುವ ಸಂಪ್ರದಾಯ ಗ್ರಾಮೀಣ ಭಾಗದಲ್ಲಿ ಇಂದಿಗೂ ಜೀವಂತ. ತುಳಸಿ ಕಟ್ಟೆಯ ಬಳಿ ದೀಪ ಹಚ್ಚಿ, ಗೂಡುದೀಪ ತೂಗಿಸಿ ಸಂಭ್ರಮಿಸುವ ದೃಶ್ಯ ಕಣ್ಣಿಗೆ ಹಬ್ಬ. (1300, 1224, 1510, 1275)
byline-author: ದಿನೇಶ್ ಕಾಮತ್ (51, 1853, 126, 1869)
print-mark-black (97, 2358, 107, 2368)
body-paragraph: ಊಟಕ್ಕೂ ಧ್ಯಾನಕ್ಕೂ ನಂಟಿದೆ ಎಂದು ಯೋಗಿಗಳು ಹೇಳುತ್ತಾರೆ. ಅನ್ನವನ್ನು ಬ್ರಹ್ಮವೆಂದು ಕಂಡ ಸಂಸ್ಕೃತಿ ನಮ್ಮದು. ಊಟದ ಮುನ್ನ ಕೃತಜ್ಞತೆ ಸಲ್ಲಿಸುವ ಪದ್ಧತಿ ಆಹಾರದ ಬಗ್ಗೆ ಗೌರವ ಮೂಡಿಸುತ್ತದೆ. ಇಂತಹ ಸಣ್ಣ ಸಂಸ್ಕಾರಗಳೇ ಮಣಿಪುರ ಚಕ್ರದ ಸಮತೋಲನಕ್ಕೆ ದಾರಿ. (639, 327, 850, 377)
body-paragraph: ದೀಪದಿಂದ ದೀಪ ಹಚ್ಚುವಂತೆ ಜ್ಞಾನದಿಂದ ಜ್ಞಾನ ಬೆಳೆಯುತ್ತದೆ. ಒಂದು ಹಣತೆ ತನ್ನ ಬೆಳಕನ್ನು ಹಂಚಿದರೂ ಅದರ ಪ್ರಕಾಶ ಕಡಿಮೆಯಾಗದು. ಹಂಚಿದಷ್ಟೂ ಹೆಚ್ಚುವ ಸಂಪತ್ತು ಜ್ಞಾನ ಮಾತ್ರ ಎಂಬ ತತ್ವವನ್ನು ದೀಪಾವಳಿ ನೆನಪಿಸುತ್ತದೆ. (1300, 1168, 1510, 1218)
body-paragraph: ಹಿರಿಯರು ಹೇಳುತ್ತಿದ್ದರು: ಅರ್ಧ ಹೊಟ್ಟೆ ಅನ್ನ, ಕಾಲು ಭಾಗ ನೀರು, ಉಳಿದ ಕಾಲು ಭಾಗ ಗಾಳಿಗೆ ಮೀಸಲಿಡಬೇಕು ಎಂದು. ಈ ಸರಳ ಸೂತ್ರದಲ್ಲಿ ಆಹಾರ ವಿಜ್ಞಾನದ ಸಾರವೇ ಅಡಗಿದೆ. ಮಿತಾಹಾರ ಎಂದರೆ ಉಪವಾಸವಲ್ಲ; ದೇಹಕ್ಕೆ ಬೇಕಾದಷ್ಟನ್ನು ಮಾತ್ರ ಪ್ರೀತಿಯಿಂದ ಸೇವಿಸುವುದು. (859, 271, 1070, 333)
body-paragraph: ಗಡಿ ಜಿಲ್ಲೆಗಳಲ್ಲಿ ಈ ಬದಲಾವಣೆ ಇನ್ನಷ್ಟು ತೀವ್ರವಾಗಿದೆ ಎಂದು ಅಧ್ಯಯನಗಳು ಹೇಳುತ್ತವೆ. ಅಕ್ರಮ ವಲಸೆ, ಮತಾಂತರ ಮುಂತಾದ ಕಾರಣಗಳಿಂದ ಕೆಲವು ಪ್ರದೇಶಗಳಲ್ಲಿ ಜನಸಂಖ್ಯಾ ಸಮತೋಲನವೇ ಬುಡಮೇಲಾಗಿದೆ. ಇದು ಕೇವಲ ಅಂಕಿ-ಅಂಶಗಳ ಪ್ರಶ್ನೆಯಲ್ಲ; ಸಾಮಾಜಿಕ ಸಾಮರಸ್ಯದ ಪ್ರಶ್ನೆ. (36, 1946, 242, 2008)
body-paragraph: ಹಿರಿಯರು ಹೇಳುತ್ತಿದ್ದರು: ಅರ್ಧ ಹೊಟ್ಟೆ ಅನ್ನ, ಕಾಲು ಭಾಗ ನೀರು, ಉಳಿದ ಕಾಲು ಭಾಗ ಗಾಳಿಗೆ ಮೀಸಲಿಡಬೇಕು ಎಂದು. ಈ ಸರಳ ಸೂತ್ರದಲ್ಲಿ ಆಹಾರ ವಿಜ್ಞಾನದ ಸಾರವೇ ಅಡಗಿದೆ. ಮಿತಾಹಾರ ಎಂದರೆ ಉಪವಾಸವಲ್ಲ; ದೇಹಕ್ಕೆ ಬೇಕಾದಷ್ಟನ್ನು ಮಾತ್ರ ಪ್ರೀತಿಯಿಂದ ಸೇವಿಸುವುದು. (1080, 491, 1290, 555)
body-paragraph: ಸಜ್ಜನರ ಮನೆಯಲ್ಲಿ ಹುಲ್ಲಿನ ಹಾಸು, ನೆಲ, ನೀರು ಮತ್ತು ಸವಿನುಡಿ ಇವು ನಾಲ್ಕು ಎಂದಿಗೂ ಕೊರತೆಯಾಗುವುದಿಲ್ಲ ಎಂಬುದು ಸುಭಾಷಿತದ ಸಾರ. ಶ್ರೀಮಂತಿಕೆ ಇಲ್ಲದಿದ್ದರೂ ಹೃದಯ ಶ್ರೀಮಂತಿಕೆಯಿಂದ ಅತಿಥಿ ಸತ್ಕಾರ ಮಾಡಬಹುದು ಎಂಬುದೇ ಇದರ ತಾತ್ಪರ್ಯ. (36, 1171, 216, 1234)
masthead (36, 14, 1505, 73)
population-body (36, 1853, 1505, 2316)
population-right-paragraphs (1005, 1899, 1505, 2125)
deepavali-column-brand: ಒಲನೋಟ (680, 1040, 747, 1061)
body-paragraph: ಬಲೀಂದ್ರ ಬಲೀಂದ್ರ ಹೋಳಿಗೆ ತಿಂದ ಬಲೀಂದ್ರ ಎಂದು ಮಕ್ಕಳು ಕೂಗುತ್ತ ಮನೆಮನೆ ಸುತ್ತುವ ಸಂಪ್ರದಾಯ ಗ್ರಾಮೀಣ ಭಾಗದಲ್ಲಿ ಇಂದಿಗೂ ಜೀವಂತ. ತುಳಸಿ ಕಟ್ಟೆಯ ಬಳಿ ದೀಪ ಹಚ್ಚಿ, ಗೂಡುದೀಪ ತೂಗಿಸಿ ಸಂಭ್ರಮಿಸುವ ದೃಶ್ಯ ಕಣ್ಣಿಗೆ ಹಬ್ಬ. (859, 1325, 1070, 1375)
body-paragraph: ಕೇಂದ್ರ ಸರ್ಕಾರ ಮುಂದಿನ ವರ್ಷ ನಡೆಸಲಿರುವ ಜನಗಣತಿಯಲ್ಲಿ ನಿಖರ ಮಾಹಿತಿ ಸಂಗ್ರಹಕ್ಕೆ ಡಿಜಿಟಲ್ ತಂತ್ರಜ್ಞಾನ ಬಳಸಲಾಗುತ್ತಿದೆ. ಪ್ರತಿ ಮನೆಯ ದತ್ತಾಂಶವೂ ದಾಖಲಾಗಲಿದ್ದು, ಜನಸಂಖ್ಯಾ ಸ್ವರೂಪದ ನೈಜ ಚಿತ್ರಣ ದೊರೆಯಲಿದೆ. 2011ರಲ್ಲಿ ಶೇ. 9.3ರಷ್ಟಿದ್ದ ವಲಸಿಗರ ಪ್ರಮಾಣ ಈಗ ಶೇ. 34.22ರ ವೇಗದಲ್ಲಿ ಬೆಳೆಯುತ್ತಿದೆ ಎಂಬ ಅಂದಾಜಿದೆ. (1260, 1956, 1505, 2019)
population-left-paragraphs (36, 1876, 675, 2141)
section-divider-bar (36, 1790, 1505, 1796)
editorial-dropcap: ತ್ರಿ (47, 172, 68, 214)
section-rule (419, 962, 1510, 963)
columnist-row (45, 1323, 207, 1359)
body-paragraph: ಇಂದಿನ ಧಾವಂತದ ಬದುಕಿನಲ್ಲಿ ಅತಿಥಿಗಳು ಬರುವುದೇ ಅಪರೂಪವಾಗಿದೆ. ಬಂದರೂ ಮೊಬೈಲ್ ನೋಡುತ್ತ ಕೂರುವ ಆತಿಥೇಯರು, ಔಪಚಾರಿಕ ಮಾತುಕತೆಗೆ ಸೀಮಿತವಾಗುವ ಭೇಟಿಗಳು ಸಾಮಾನ್ಯವಾಗಿವೆ. ಮನೆಯ ಬಾಗಿಲು ತೆರೆದಿದ್ದರೂ ಮನಸ್ಸಿನ ಬಾಗಿಲು ಮುಚ್ಚಿದ್ದರೆ ಆತಿಥ್ಯಕ್ಕೆ ಅರ್ಥವಿಲ್ಲ. (226, 1240, 407, 1304)
body-paragraph: ಹಸಿವಾಗದೇ ಊಟ ಮಾಡುವುದು, ಹೊತ್ತಲ್ಲದ ಹೊತ್ತಿನಲ್ಲಿ ತಿನ್ನುವುದು, ಕುಳಿತಲ್ಲಿಯೇ ಕುರುಕಲು ತಿಂಡಿ ಮೆಲ್ಲುವುದು ಇವೆಲ್ಲ ಆಧುನಿಕ ಜೀವನಶೈಲಿಯ ದೋಷಗಳು. ಇದರಿಂದ ಜೀರ್ಣಾಂಗ ವ್ಯವಸ್ಥೆಯ ಮೇಲೆ ಒತ್ತಡ ಬೀಳುತ್ತದೆ. ಆಮ್ಲೀಯತೆ, ಅಜೀರ್ಣ, ಬೊಜ್ಜು, ಮಧುಮೇಹ ಮುಂತಾದ ಕಾಯಿಲೆಗಳು ಬೆನ್ನಟ್ಟುತ್ತವೆ. (419, 309, 630, 372)
body-paragraph: ನರಕ ಚತುರ್ದಶಿಯ ಹಿಂದೆ ಶ್ರೀಕೃಷ್ಣ ನರಕಾಸುರನನ್ನು ಸಂಹರಿಸಿ 16000 ಮಂದಿ ಸೆರೆಯಾಳುಗಳನ್ನು ಬಿಡುಗಡೆಗೊಳಿಸಿದ ಕಥೆ ಇದೆ. ದುಷ್ಟಶಕ್ತಿಯ ನಾಶ, ಶಿಷ್ಟರ ರಕ್ಷಣೆ ಎಂಬ ಸಂದೇಶವನ್ನು ಈ ಕಥೆ ಸಾರುತ್ತದೆ. ಅಭ್ಯಂಗ ಸ್ನಾನ ಮಾಡಿ ಹೊಸ ಬಟ್ಟೆ ತೊಟ್ಟು ಹಬ್ಬ ಆಚರಿಸುವುದು ಸಂಪ್ರದಾಯ. (639, 1112, 1070, 1405)
deepavali-dropcap: ದೀ (419, 1111, 455, 1151)
body-paragraph: ಬಡವ-ಬಲ್ಲಿದ ಎಂಬ ಭೇದವಿಲ್ಲದೆ ಎಲ್ಲರ ಮನೆಯಲ್ಲೂ ಬೆಳಗುವ ಹಣತೆ ಸಮಾನತೆಯ ಸಂಕೇತ. ನೆರೆಹೊರೆಯವರಿಗೆ ಸಿಹಿ ಹಂಚಿ ಸಂಭ್ರಮಿಸುವ ಈ ಹಬ್ಬ ಸಾಮರಸ್ಯದ ಪಾಠವನ್ನೂ ಕಲಿಸುತ್ತದೆ. ದೀಪಾವಳಿಯ ನಿಜವಾದ ಅರ್ಥ ಹೃದಯದ ಬೆಳಕಿನಲ್ಲಿದೆ. (639, 1255, 850, 1305)
editorial-photo-march (47, 274, 396, 388)
column-divider (413, 84, 414, 1783)
guests-quote-line1: ತೃಣಾನಿ ಭೂಮಿರುದಕಂ ವಾಕ್ ಚತುರ್ಥೀ ಚ ಸೂನೃತಾ | (134, 1054, 309, 1065)
column-brand-top: ಕೊಡ (45, 1250, 75, 1268)
body-paragraph: ಜನಸಂಖ್ಯಾ ಬದಲಾವಣೆಯ ಪರಿಣಾಮ ರಾಜಕೀಯ ಪ್ರಾತಿನಿಧ್ಯದ ಮೇಲೂ ಆಗುತ್ತದೆ. ಕ್ಷೇತ್ರ ಪುನರ್ ವಿಂಗಡಣೆಯ ಸಂದರ್ಭದಲ್ಲಿ ಈ ಅಂಶ ನಿರ್ಣಾಯಕವಾಗಲಿದೆ. ಹೀಗಾಗಿ ನಿಖರವಾದ ಅಂಕಿ-ಅಂಶ ಸಂಗ್ರಹ ಮತ್ತು ವೈಜ್ಞಾನಿಕ ವಿಶ್ಲೇಷಣೆ ಇಂದಿನ ತುರ್ತು ಅಗತ್ಯ. (36, 2015, 242, 2065)
deepavali-head-row (419, 1016, 1510, 1102)
column-brand-bottom: ಸಾಗರ (45, 1269, 95, 1298)
article-end-mark: ◆ (1493, 935, 1505, 952)
body-paragraph: ಅಸ್ಸಾಂ, ಪಶ್ಚಿಮ ಬಂಗಾಳ, ಬಿಹಾರದ ಗಡಿ ಜಿಲ್ಲೆಗಳಲ್ಲಿ ಜನಸಂಖ್ಯಾ ಸ್ವರೂಪ ಬದಲಾದ ಬಗ್ಗೆ ಹಲವು ವರದಿಗಳು ಪ್ರಕಟವಾಗಿವೆ. ಕೆಲವೆಡೆ ಬಹುಸಂಖ್ಯಾತರ ಪ್ರಮಾಣ ಶೇ. 74.45ರಿಂದ ಶೇ. 70.54ಕ್ಕೆ ಇಳಿದಿದ್ದರೆ, ಇನ್ನು ಕೆಲವೆಡೆ ಶೇ. 19.25ರಿಂದ ಶೇ. 27.01ಕ್ಕೆ ಏರಿಕೆಯಾಗಿದೆ. (845, 2052, 994, 2127)
deepavali-body (419, 1111, 1510, 1757)
body-paragraph: ಬಡವ-ಬಲ್ಲಿದ ಎಂಬ ಭೇದವಿಲ್ಲದೆ ಎಲ್ಲರ ಮನೆಯಲ್ಲೂ ಬೆಳಗುವ ಹಣತೆ ಸಮಾನತೆಯ ಸಂಕೇತ. ನೆರೆಹೊರೆಯವರಿಗೆ ಸಿಹಿ ಹಂಚಿ ಸಂಭ್ರಮಿಸುವ ಈ ಹಬ್ಬ ಸಾಮರಸ್ಯದ ಪಾಠವನ್ನೂ ಕಲಿಸುತ್ತದೆ. ದೀಪಾವಳಿಯ ನಿಜವಾದ ಅರ್ಥ ಹೃದಯದ ಬೆಳಕಿನಲ್ಲಿದೆ. (1080, 1142, 1290, 1192)
population-dropcap: ಜ (36, 1875, 61, 1916)
print-mark-cyan (742, 2358, 753, 2368)
guests-headline: ಅತಿಥಿಗಳು ಮನೆಗೆ ಬಂದರೆ (36, 1022, 215, 1046)
body-paragraph: ವಿಶ್ವದ ಹಲವು ರಾಷ್ಟ್ರಗಳು ಜನಸಂಖ್ಯಾ ಅಸಮತೋಲನದ ದುಷ್ಪರಿಣಾಮಗಳನ್ನು ಅನುಭವಿಸಿವೆ. ನೆರೆಯ ದೇಶಗಳ ಉದಾಹರಣೆಯೇ ನಮ್ಮ ಕಣ್ಣ ಮುಂದಿದೆ. 1951ರಿಂದ 2011ರವರೆಗಿನ ಅಂಕಿ-ಅಂಶಗಳನ್ನು ಗಮನಿಸಿದರೆ ಕೆಲವು ಜಿಲ್ಲೆಗಳಲ್ಲಿ ಶೇ. 35ಕ್ಕೂ ಹೆಚ್ಚು ವ್ಯತ್ಯಾಸ ಕಂಡುಬರುತ್ತದೆ. (252, 2072, 459, 2134)
skyline-graphic (45, 1302, 207, 1317)
editorial-label: ಸಂಪಾದಕೀಯ (88, 97, 196, 124)
dateline-edition: ಹುಬ್ಬಳ್ಳಿ (1412, 60, 1438, 71)
body-paragraph: ಇಂದಿನ ಧಾವಂತದ ಬದುಕಿನಲ್ಲಿ ಅತಿಥಿಗಳು ಬರುವುದೇ ಅಪರೂಪವಾಗಿದೆ. ಬಂದರೂ ಮೊಬೈಲ್ ನೋಡುತ್ತ ಕೂರುವ ಆತಿಥೇಯರು, ಔಪಚಾರಿಕ ಮಾತುಕತೆಗೆ ಸೀಮಿತವಾಗುವ ಭೇಟಿಗಳು ಸಾಮಾನ್ಯವಾಗಿವೆ. ಮನೆಯ ಬಾಗಿಲು ತೆರೆದಿದ್ದರೂ ಮನಸ್ಸಿನ ಬಾಗಿಲು ಮುಚ್ಚಿದ್ದರೆ ಆತಿಥ್ಯಕ್ಕೆ ಅರ್ಥವಿಲ್ಲ. (36, 1373, 216, 1435)
body-paragraph: ಹಸಿವಾಗದೇ ಊಟ ಮಾಡುವುದು, ಹೊತ್ತಲ್ಲದ ಹೊತ್ತಿನಲ್ಲಿ ತಿನ್ನುವುದು, ಕುಳಿತಲ್ಲಿಯೇ ಕುರುಕಲು ತಿಂಡಿ ಮೆಲ್ಲುವುದು ಇವೆಲ್ಲ ಆಧುನಿಕ ಜೀವನಶೈಲಿಯ ದೋಷಗಳು. ಇದರಿಂದ ಜೀರ್ಣಾಂಗ ವ್ಯವಸ್ಥೆಯ ಮೇಲೆ ಒತ್ತಡ ಬೀಳುತ್ತದೆ. ಆಮ್ಲೀಯತೆ, ಅಜೀರ್ಣ, ಬೊಜ್ಜು, ಮಧುಮೇಹ ಮುಂತಾದ ಕಾಯಿಲೆಗಳು ಬೆನ್ನಟ್ಟುತ್ತವೆ. (639, 227, 1070, 547)
main-author-box (783, 132, 1008, 217)
crowd-photo (687, 1853, 994, 2045)
paper-tagline: ನಿತ್ಯ ಅಭ್ಯುದಯದ ಪತ್ರಿಕೆ (76, 43, 132, 54)
editorial-body (47, 394, 396, 713)
body-paragraph: ಬಲಿಪಾಡ್ಯಮಿಯು ದಾನಶೂರ ಬಲಿ ಚಕ್ರವರ್ತಿಯ ನೆನಪಿನ ದಿನ. ವಾಮನ ರೂಪದ ವಿಷ್ಣುವಿಗೆ ಸರ್ವಸ್ವವನ್ನೂ ಧಾರೆಯೆರೆದ ಬಲಿಯ ತ್ಯಾಗ ಅನನ್ಯ. ಬಲೀಂದ್ರ ಪೂಜೆ ಮಾಡುವ ಮೂಲಕ ರೈತಾಪಿ ಜನರು ಭೂಮಿಗೆ ಕೃತಜ್ಞತೆ ಸಲ್ಲಿಸುತ್ತಾರೆ. ಗೋಪೂಜೆ, ಗೋವರ್ಧನ ಪೂಜೆಗಳೂ ಈ ದಿನದ ವಿಶೇಷ. (419, 1250, 630, 1313)
body-paragraph: ದೇಶದ ಜನಸಂಖ್ಯಾ ಸ್ವರೂಪದಲ್ಲಿ ಆಗುತ್ತಿರುವ ಬದಲಾವಣೆ ಗಂಭೀರ ಚರ್ಚೆಗೆ ಕಾರಣವಾಗಿದೆ. 1951ರಲ್ಲಿ ಶೇ. 84ರಷ್ಟಿದ್ದ ಬಹುಸಂಖ್ಯಾತರ ಪ್ರಮಾಣ 2011ರ ಜನಗಣತಿಯ ವೇಳೆಗೆ ಶೇ. 79.8ಕ್ಕೆ ಇಳಿದಿದೆ. ಇದೇ ಅವಧಿಯಲ್ಲಿ ಕೆಲವು ಸಮುದಾಯಗಳ ಪ್ರಮಾಣ ಶೇ. 9.8ರಿಂದ ಶೇ. 14.2ಕ್ಕೆ ಏರಿದೆ. (36, 1877, 242, 1939)
body-paragraph: ಹಸಿವಾಗದೇ ಊಟ ಮಾಡುವುದು, ಹೊತ್ತಲ್ಲದ ಹೊತ್ತಿನಲ್ಲಿ ತಿನ್ನುವುದು, ಕುಳಿತಲ್ಲಿಯೇ ಕುರುಕಲು ತಿಂಡಿ ಮೆಲ್ಲುವುದು ಇವೆಲ್ಲ ಆಧುನಿಕ ಜೀವನಶೈಲಿಯ ದೋಷಗಳು. ಇದರಿಂದ ಜೀರ್ಣಾಂಗ ವ್ಯವಸ್ಥೆಯ ಮೇಲೆ ಒತ್ತಡ ಬೀಳುತ್ತದೆ. ಆಮ್ಲೀಯತೆ, ಅಜೀರ್ಣ, ಬೊಜ್ಜು, ಮಧುಮೇಹ ಮುಂತಾದ ಕಾಯಿಲೆಗಳು ಬೆನ್ನಟ್ಟುತ್ತವೆ. (1080, 422, 1290, 485)
body-paragraph: ದೇಶದ ಜನಸಂಖ್ಯಾ ಸ್ವರೂಪದಲ್ಲಿ ಆಗುತ್ತಿರುವ ಬದಲಾವಣೆ ಗಂಭೀರ ಚರ್ಚೆಗೆ ಕಾರಣವಾಗಿದೆ. 1951ರಲ್ಲಿ ಶೇ. 84ರಷ್ಟಿದ್ದ ಬಹುಸಂಖ್ಯಾತರ ಪ್ರಮಾಣ 2011ರ ಜನಗಣತಿಯ ವೇಳೆಗೆ ಶೇ. 79.8ಕ್ಕೆ ಇಳಿದಿದೆ. ಇದೇ ಅವಧಿಯಲ್ಲಿ ಕೆಲವು ಸಮುದಾಯಗಳ ಪ್ರಮಾಣ ಶೇ. 9.8ರಿಂದ ಶೇ. 14.2ಕ್ಕೆ ಏರಿದೆ. (252, 1877, 459, 1939)
deepavali-article (419, 968, 1510, 1782)
main-article-headline: ಊಟದಲ್ಲಿದೆ ಮಣಿಪುರ ಚಕ್ರದ ಸಮತೋಲನ (710, 81, 1220, 123)
main-author-email: poornaprajnabelur@gmail.com (792, 189, 924, 200)
section-title-row (304, 23, 1307, 69)
body-paragraph: ವಿಶ್ವದ ಹಲವು ರಾಷ್ಟ್ರಗಳು ಜನಸಂಖ್ಯಾ ಅಸಮತೋಲನದ ದುಷ್ಪರಿಣಾಮಗಳನ್ನು ಅನುಭವಿಸಿವೆ. ನೆರೆಯ ದೇಶಗಳ ಉದಾಹರಣೆಯೇ ನಮ್ಮ ಕಣ್ಣ ಮುಂದಿದೆ. 1951ರಿಂದ 2011ರವರೆಗಿನ ಅಂಕಿ-ಅಂಶಗಳನ್ನು ಗಮನಿಸಿದರೆ ಕೆಲವು ಜಿಲ್ಲೆಗಳಲ್ಲಿ ಶೇ. 35ಕ್ಕೂ ಹೆಚ್ಚು ವ್ಯತ್ಯಾಸ ಕಂಡುಬರುತ್ತದೆ. (36, 2072, 242, 2134)
body-paragraph: ಜನಗಣತಿಯ ಜತೆಗೆ ಈ ಬಾರಿ ಜಾತಿ ಗಣತಿಯೂ ನಡೆಯಲಿರುವುದರಿಂದ ನಿಖರ ಮಾಹಿತಿ ಲಭ್ಯವಾಗಲಿದೆ. ಇದರ ಆಧಾರದ ಮೇಲೆ ವೈಜ್ಞಾನಿಕ ನೀತಿ ರೂಪುಗೊಳ್ಳಬೇಕು. ಭಾವನಾತ್ಮಕ ಚರ್ಚೆಗಿಂತ ವಾಸ್ತವಾಂಶದ ವಿಶ್ಲೇಷಣೆ ಮುಖ್ಯ ಎಂಬುದನ್ನು ಮರೆಯಬಾರದು. (1005, 1900, 1250, 1950)
body-paragraph: ಹಿರಿಯರು ಹೇಳುತ್ತಿದ್ದರು: ಅರ್ಧ ಹೊಟ್ಟೆ ಅನ್ನ, ಕಾಲು ಭಾಗ ನೀರು, ಉಳಿದ ಕಾಲು ಭಾಗ ಗಾಳಿಗೆ ಮೀಸಲಿಡಬೇಕು ಎಂದು. ಈ ಸರಳ ಸೂತ್ರದಲ್ಲಿ ಆಹಾರ ವಿಜ್ಞಾನದ ಸಾರವೇ ಅಡಗಿದೆ. ಮಿತಾಹಾರ ಎಂದರೆ ಉಪವಾಸವಲ್ಲ; ದೇಹಕ್ಕೆ ಬೇಕಾದಷ್ಟನ್ನು ಮಾತ್ರ ಪ್ರೀತಿಯಿಂದ ಸೇವಿಸುವುದು. (419, 379, 630, 441)
body-paragraph: ನಮ್ಮ ಹೊಟ್ಟೆಯ ಭಾಗದಲ್ಲಿ ಇರುವ ಮಣಿಪುರ ಚಕ್ರವು ಜೀರ್ಣಶಕ್ತಿಯ ಕೇಂದ್ರ ಎಂದು ಯೋಗಶಾಸ್ತ್ರ ಹೇಳುತ್ತದೆ. ಅಗ್ನಿತತ್ವದ ಈ ಚಕ್ರವು ಸಮತೋಲನದಲ್ಲಿದ್ದರೆ ದೇಹಕ್ಕೆ ಚೈತನ್ಯ, ಮನಸ್ಸಿಗೆ ಉತ್ಸಾಹ. ಊಟದ ಪ್ರಮಾಣ, ಸಮಯ ಮತ್ತು ವಿಧಾನ ಈ ಮೂರೂ ಸರಿಯಾಗಿದ್ದರೆ ಜಠರಾಗ್ನಿ ಪ್ರಜ್ವಲಿಸುತ್ತದೆ; ಆರೋಗ್ಯ ತಾನಾಗಿಯೇ ಒಲಿಯುತ್ತದೆ. (639, 453, 850, 516)
body-paragraph: ಒಟ್ಟಿನಲ್ಲಿ, ಸಂಘಟನೆಯ ಬಲವಿರುವುದು ಬಾಹ್ಯ ಬೆಂಬಲದಲ್ಲಿ ಅಲ್ಲ, ಆಂತರಿಕ ಶಿಸ್ತಿನಲ್ಲಿ. ನಿಸ್ವಾರ್ಥ ಸೇವೆಯ ಅಡಿಪಾಯದ ಮೇಲೆ ನಿಂತಿರುವ ಸಂಘಕ್ಕೆ ಇಂತಹ ಹೇಳಿಕೆಗಳಿಂದ ಯಾವ ಪರಿಣಾಮವೂ ಬೀರದು ಎಂಬುದು ಸ್ಪಷ್ಟ. (47, 687, 396, 711)
body-paragraph: ಜನಸಂಖ್ಯಾ ಬದಲಾವಣೆಯ ಪರಿಣಾಮ ರಾಜಕೀಯ ಪ್ರಾತಿನಿಧ್ಯದ ಮೇಲೂ ಆಗುತ್ತದೆ. ಕ್ಷೇತ್ರ ಪುನರ್ ವಿಂಗಡಣೆಯ ಸಂದರ್ಭದಲ್ಲಿ ಈ ಅಂಶ ನಿರ್ಣಾಯಕವಾಗಲಿದೆ. ಹೀಗಾಗಿ ನಿಖರವಾದ ಅಂಕಿ-ಅಂಶ ಸಂಗ್ರಹ ಮತ್ತು ವೈಜ್ಞಾನಿಕ ವಿಶ್ಲೇಷಣೆ ಇಂದಿನ ತುರ್ತು ಅಗತ್ಯ. (469, 2015, 675, 2065)
print-mark-cyan (1434, 2358, 1444, 2368)
guests-quote-line2: ಏತಾನ್ಯಪಿ ಸತಾಂ ಗೇಹೇ ನೋಚ್ಛಿದ್ಯಂತೇ ಕದಾಚನ || (141, 1069, 301, 1080)
population-lead: ದೇಶದಲ್ಲಿ ಜನಸಂಖ್ಯಾ ಸ್ವರೂಪ ಬದಲಾಗುತ್ತಿದೆ ಎಂಬುದು ಕೇವಲ ಬೊಗಳೆ ಮಾತಲ್ಲ; ಹಿಂದೂ ಸಂಖ್ಯೆ ಕಡಿಮೆಯಾಗುತ್ತಾ ಬರುತ್ತಿರುವುದಕ್ಕೆ ಅಂಕಿ ಅಂಶಗಳೇ ಸಾಕ್ಷಿ. (1005, 1856, 1505, 1889)
section-title: ವಿಚಾರ (759, 22, 852, 70)
body-paragraph: ಜನಸಂಖ್ಯಾ ನೀತಿ ರೂಪಿಸುವಾಗ ಎಲ್ಲ ಸಮುದಾಯಗಳಿಗೂ ಸಮಾನ ನಿಯಮ ಇರಬೇಕು. ಸಣ್ಣ ಕುಟುಂಬದ ಪರಿಕಲ್ಪನೆ ಎಲ್ಲರಿಗೂ ಅನ್ವಯವಾಗಬೇಕು. ಇಲ್ಲದಿದ್ದರೆ ಮುಂದಿನ ದಶಕಗಳಲ್ಲಿ ಅಸಮತೋಲನ ಇನ್ನಷ್ಟು ಹೆಚ್ಚಾಗುವ ಅಪಾಯವಿದೆ ಎಂದು ತಜ್ಞರು ಎಚ್ಚರಿಸುತ್ತಾರೆ. (845, 2134, 994, 2210)
body-paragraph: ನಮ್ಮ ಹೊಟ್ಟೆಯ ಭಾಗದಲ್ಲಿ ಇರುವ ಮಣಿಪುರ ಚಕ್ರವು ಜೀರ್ಣಶಕ್ತಿಯ ಕೇಂದ್ರ ಎಂದು ಯೋಗಶಾಸ್ತ್ರ ಹೇಳುತ್ತದೆ. ಅಗ್ನಿತತ್ವದ ಈ ಚಕ್ರವು ಸಮತೋಲನದಲ್ಲಿದ್ದರೆ ದೇಹಕ್ಕೆ ಚೈತನ್ಯ, ಮನಸ್ಸಿಗೆ ಉತ್ಸಾಹ. ಊಟದ ಪ್ರಮಾಣ, ಸಮಯ ಮತ್ತು ವಿಧಾನ ಈ ಮೂರೂ ಸರಿಯಾಗಿದ್ದರೆ ಜಠರಾಗ್ನಿ ಪ್ರಜ್ವಲಿಸುತ್ತದೆ; ಆರೋಗ್ಯ ತಾನಾಗಿಯೇ ಒಲಿಯುತ್ತದೆ. (1080, 352, 1290, 416)
body-paragraph: ಜನಸಂಖ್ಯಾ ಬದಲಾವಣೆಯ ಪರಿಣಾಮ ರಾಜಕೀಯ ಪ್ರಾತಿನಿಧ್ಯದ ಮೇಲೂ ಆಗುತ್ತದೆ. ಕ್ಷೇತ್ರ ಪುನರ್ ವಿಂಗಡಣೆಯ ಸಂದರ್ಭದಲ್ಲಿ ಈ ಅಂಶ ನಿರ್ಣಾಯಕವಾಗಲಿದೆ. ಹೀಗಾಗಿ ನಿಖರವಾದ ಅಂಕಿ-ಅಂಶ ಸಂಗ್ರಹ ಮತ್ತು ವೈಜ್ಞಾನಿಕ ವಿಶ್ಲೇಷಣೆ ಇಂದಿನ ತುರ್ತು ಅಗತ್ಯ. (252, 2015, 459, 2065)
body-paragraph: ಊಟಕ್ಕೂ ಧ್ಯಾನಕ್ಕೂ ನಂಟಿದೆ ಎಂದು ಯೋಗಿಗಳು ಹೇಳುತ್ತಾರೆ. ಅನ್ನವನ್ನು ಬ್ರಹ್ಮವೆಂದು ಕಂಡ ಸಂಸ್ಕೃತಿ ನಮ್ಮದು. ಊಟದ ಮುನ್ನ ಕೃತಜ್ಞತೆ ಸಲ್ಲಿಸುವ ಪದ್ಧತಿ ಆಹಾರದ ಬಗ್ಗೆ ಗೌರವ ಮೂಡಿಸುತ್ತದೆ. ಇಂತಹ ಸಣ್ಣ ಸಂಸ್ಕಾರಗಳೇ ಮಣಿಪುರ ಚಕ್ರದ ಸಮತೋಲನಕ್ಕೆ ದಾರಿ. (1080, 227, 1290, 277)
body-paragraph: ಊಟ ಮಾಡುವಾಗ ಮನಸ್ಸು ಶಾಂತವಾಗಿರಬೇಕು. ದೂರದರ್ಶನ, ಮೊಬೈಲ್ ನೋಡುತ್ತ ಉಣ್ಣುವುದರಿಂದ ಎಷ್ಟು ತಿಂದೆವು ಎಂಬ ಅರಿವೇ ಇರುವುದಿಲ್ಲ. ಪ್ರತಿ ತುತ್ತನ್ನೂ ಚೆನ್ನಾಗಿ ಅಗಿದು ನುಂಗಬೇಕು; ಆಗ ಜೊಲ್ಲುರಸ ಬೆರೆತು ಜೀರ್ಣಕ್ರಿಯೆ ಸುಲಭವಾಗುತ್ತದೆ ಎಂಬುದು ವೈದ್ಯರ ಕಿವಿಮಾತು. (419, 448, 630, 510)
print-mark-cyan (51, 2358, 61, 2368)
main-author-text (792, 150, 923, 200)
editorial-logo-icon (47, 94, 80, 127)
body-paragraph: ಜನಗಣತಿಯ ಜತೆಗೆ ಈ ಬಾರಿ ಜಾತಿ ಗಣತಿಯೂ ನಡೆಯಲಿರುವುದರಿಂದ ನಿಖರ ಮಾಹಿತಿ ಲಭ್ಯವಾಗಲಿದೆ. ಇದರ ಆಧಾರದ ಮೇಲೆ ವೈಜ್ಞಾನಿಕ ನೀತಿ ರೂಪುಗೊಳ್ಳಬೇಕು. ಭಾವನಾತ್ಮಕ ಚರ್ಚೆಗಿಂತ ವಾಸ್ತವಾಂಶದ ವಿಶ್ಲೇಷಣೆ ಮುಖ್ಯ ಎಂಬುದನ್ನು ಮರೆಯಬಾರದು. (1260, 1900, 1505, 1950)
main-article-paragraphs (419, 226, 1510, 555)
body-paragraph: ನೂರು ವರ್ಷಗಳ ಸುದೀರ್ಘ ಪಯಣದಲ್ಲಿ ರಾಷ್ಟ್ರೀಯ ಸ್ವಯಂಸೇವಕ ಸಂಘವು ಹಲವು ಏಳುಬೀಳುಗಳನ್ನು ಕಂಡಿದೆ. ನಿಷೇಧಗಳನ್ನೂ ಎದುರಿಸಿದೆ. ಆದರೆ ಪ್ರತಿ ಬಾರಿಯೂ ಮೊದಲಿಗಿಂತ ಗಟ್ಟಿಯಾಗಿ ಹೊರಹೊಮ್ಮಿದೆ ಎಂಬುದು ಇತಿಹಾಸದ ಪಾಠ. ಸಂಘದ ಶಕ್ತಿ ಇರುವುದು ಅದರ ಸಂಘಟನಾ ಜಾಲದಲ್ಲಿ ಅಲ್ಲ; ಸ್ವಯಂಸೇವಕರ ಸಮರ್ಪಣಾ ಭಾವದಲ್ಲಿ. (47, 174, 396, 224)
body-paragraph: ಪ್ರಕೃತಿ ವಿಕೋಪ, ಸಾಂಕ್ರಾಮಿಕ, ಯುದ್ಧ ಹೀಗೆ ಯಾವುದೇ ಸಂಕಷ್ಟದ ಸಂದರ್ಭದಲ್ಲಿ ಮೊದಲು ಧಾವಿಸುವವರು ಸ್ವಯಂಸೇವಕರು ಎಂಬುದನ್ನು ದೇಶ ಕಂಡಿದೆ. ಸೇವೆಯೇ ಸಂಘದ ನಿಜವಾದ ಪರಿಚಯ. ಈ ಸೇವಾ ಪರಂಪರೆಯನ್ನು ಜನಸಾಮಾನ್ಯರು ಮೆಚ್ಚಿದ್ದಾರೆ. (47, 437, 396, 475)
byline-mark-icon (36, 1856, 46, 1866)
body-paragraph: ಪ್ರಕೃತಿ ವಿಕೋಪ, ಸಾಂಕ್ರಾಮಿಕ, ಯುದ್ಧ ಹೀಗೆ ಯಾವುದೇ ಸಂಕಷ್ಟದ ಸಂದರ್ಭದಲ್ಲಿ ಮೊದಲು ಧಾವಿಸುವವರು ಸ್ವಯಂಸೇವಕರು ಎಂಬುದನ್ನು ದೇಶ ಕಂಡಿದೆ. ಸೇವೆಯೇ ಸಂಘದ ನಿಜವಾದ ಪರಿಚಯ. ಈ ಸೇವಾ ಪರಂಪರೆಯನ್ನು ಜನಸಾಮಾನ್ಯರು ಮೆಚ್ಚಿದ್ದಾರೆ. (47, 599, 396, 637)
body-paragraph: ಒಟ್ಟಿನಲ್ಲಿ ಜನಸಂಖ್ಯಾ ಸ್ವರೂಪದ ಬದಲಾವಣೆ ದೇಶದ ಭದ್ರತೆ, ಸಂಸ್ಕೃತಿ ಮತ್ತು ಸಾಮರಸ್ಯದ ಮೇಲೆ ದೂರಗಾಮಿ ಪರಿಣಾಮ ಬೀರುವ ವಿಷಯ. ಈ ಕುರಿತು ಜಾಗೃತಿ ಮೂಡಿಸುವುದು ಪ್ರತಿಯೊಬ್ಬ ಪ್ರಜೆಯ ಕರ್ತವ್ಯ. (1260, 2082, 1505, 2119)
print-mark-magenta (758, 2358, 768, 2368)
population-mid-columns (687, 2051, 994, 2310)
